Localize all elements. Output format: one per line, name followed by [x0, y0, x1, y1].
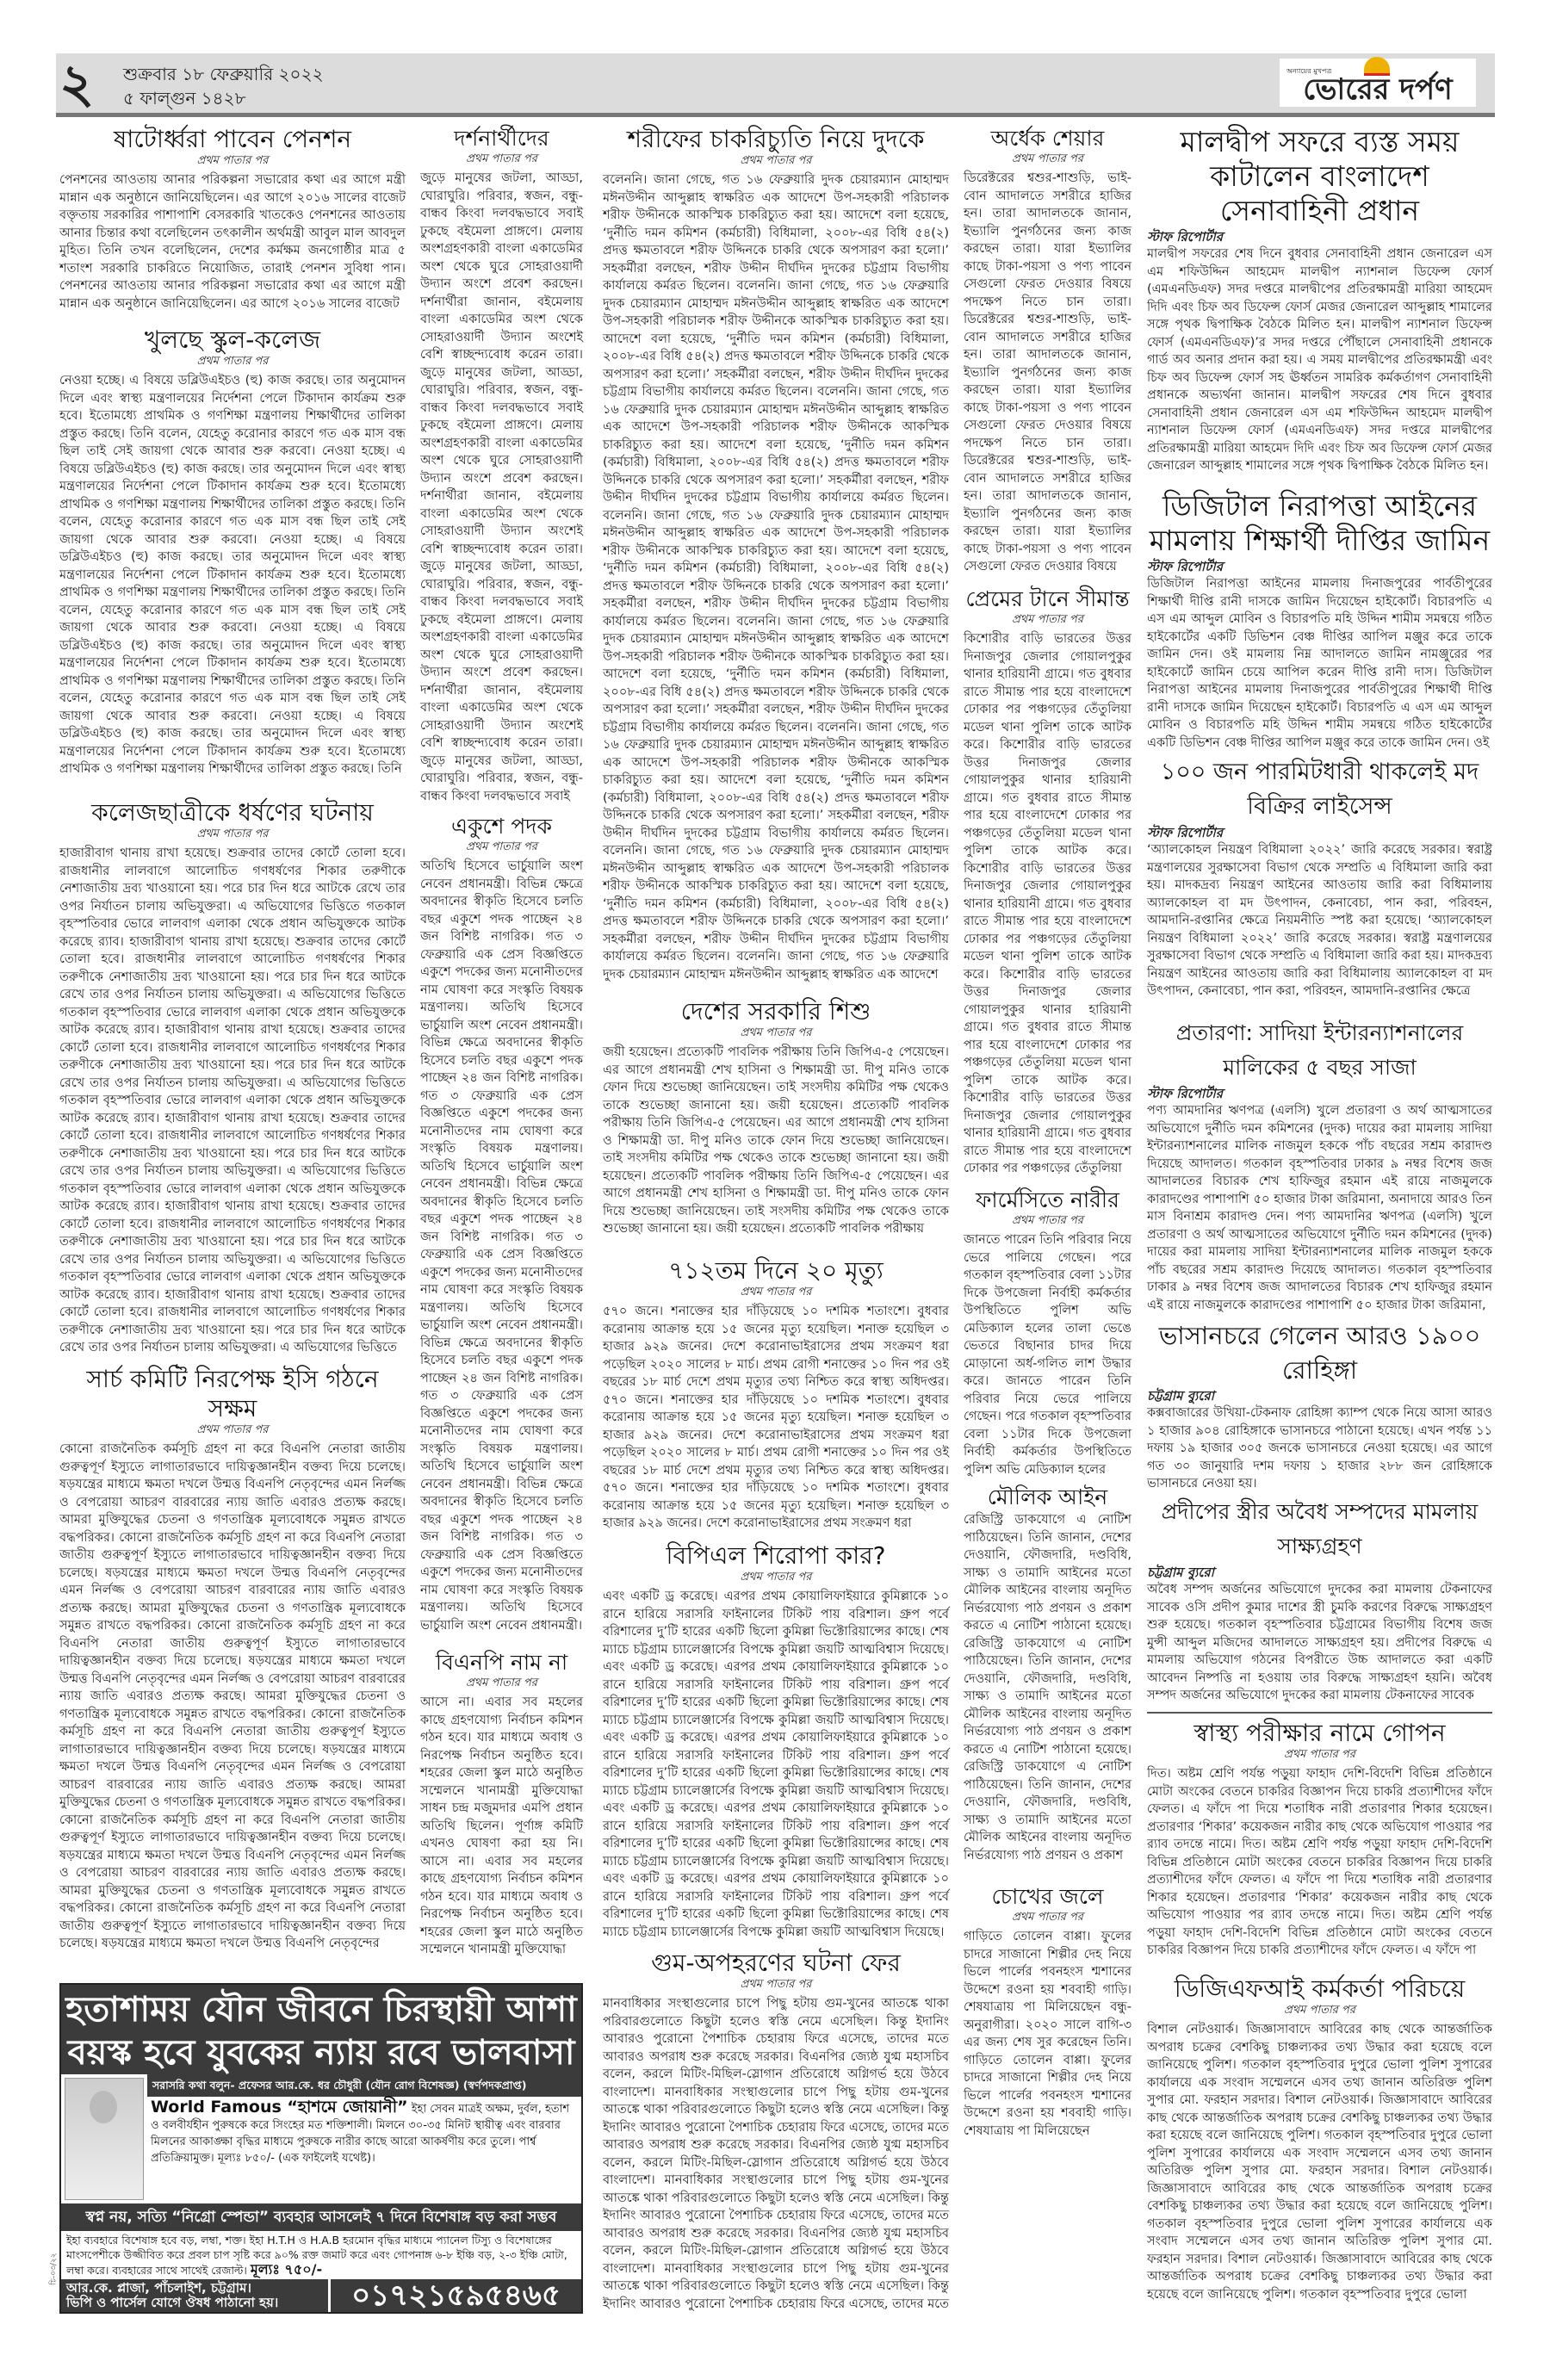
article: ষাটোর্ধ্বরা পাবেন পেনশন প্রথম পাতার পর পেনশনের আওতায় আনার পরিকল্পনা সভারোর কথা এর আগে মন্ত্রী মান্নান এক অনুষ্ঠানে জানিয়েছিলেন। এর আগে ২০১৬ সালের বাজেট বক্তৃতায় সরকারির পাশাপাশি বেসরকারি খাতকেও পেনশনের আওতায় আনার চিন্তার কথা বলেছিলেন তৎকালীন অর্থমন্ত্রী আবুল মাল আবদুল মুহিত। তিনি তখন বলেছিলেন, দেশের কর্মক্ষম জনগোষ্ঠীর মাত্র ৫ শতাংশ সরকারি চাকরিতে নিয়োজিত, তারাই পেনশন সুবিধা পান। পেনশনের আওতায় আনার পরিকল্পনা সভারোর কথা এর আগে মন্ত্রী মান্নান এক অনুষ্ঠানে জানিয়েছিলেন। এর আগে ২০১৬ সালের বাজেট — [59, 125, 406, 323]
divider — [1147, 1712, 1492, 1714]
headline: ডিজিটাল নিরাপত্তা আইনের মামলায় শিক্ষার্থী দীপ্তির জামিন — [1149, 489, 1491, 557]
article: একুশে পদক প্রথম পাতার পর অতিথি হিসেবে ভার্চুয়ালি অংশ নেবেন প্রধানমন্ত্রী। বিভিন্ন ক্ষেত্রে অবদানের স্বীকৃতি হিসেবে চলতি বছর একুশে পদক পাচ্ছেন ২৪ জন বিশিষ্ট নাগরিক। গত ৩ ফেব্রুয়ারি এক প্রেস বিজ্ঞপ্তিতে একুশে পদকের জন্য মনোনীতদের নাম ঘোষণা করে সংস্কৃতি বিষয়ক মন্ত্রণালয়। অতিথি হিসেবে ভার্চুয়ালি অংশ নেবেন প্রধানমন্ত্রী। বিভিন্ন ক্ষেত্রে অবদানের স্বীকৃতি হিসেবে চলতি বছর একুশে পদক পাচ্ছেন ২৪ জন বিশিষ্ট নাগরিক। গত ৩ ফেব্রুয়ারি এক প্রেস বিজ্ঞপ্তিতে একুশে পদকের জন্য মনোনীতদের নাম ঘোষণা করে সংস্কৃতি বিষয়ক মন্ত্রণালয়। অতিথি হিসেবে ভার্চুয়ালি অংশ নেবেন প্রধানমন্ত্রী। বিভিন্ন ক্ষেত্রে অবদানের স্বীকৃতি হিসেবে চলতি বছর একুশে পদক পাচ্ছেন ২৪ জন বিশিষ্ট নাগরিক। গত ৩ ফেব্রুয়ারি এক প্রেস বিজ্ঞপ্তিতে একুশে পদকের জন্য মনোনীতদের নাম ঘোষণা করে সংস্কৃতি বিষয়ক মন্ত্রণালয়। অতিথি হিসেবে ভার্চুয়ালি অংশ নেবেন প্রধানমন্ত্রী। বিভিন্ন ক্ষেত্রে অবদানের স্বীকৃতি হিসেবে চলতি বছর একুশে পদক পাচ্ছেন ২৪ জন বিশিষ্ট নাগরিক। গত ৩ ফেব্রুয়ারি এক প্রেস বিজ্ঞপ্তিতে একুশে পদকের জন্য মনোনীতদের নাম ঘোষণা করে সংস্কৃতি বিষয়ক মন্ত্রণালয়। অতিথি হিসেবে ভার্চুয়ালি অংশ নেবেন প্রধানমন্ত্রী। বিভিন্ন ক্ষেত্রে অবদানের স্বীকৃতি হিসেবে চলতি বছর একুশে পদক পাচ্ছেন ২৪ জন বিশিষ্ট নাগরিক। গত ৩ ফেব্রুয়ারি এক প্রেস বিজ্ঞপ্তিতে একুশে পদকের জন্য মনোনীতদের নাম ঘোষণা করে সংস্কৃতি বিষয়ক মন্ত্রণালয়। অতিথি হিসেবে ভার্চুয়ালি অংশ নেবেন প্রধানমন্ত্রী। — [420, 813, 583, 1645]
byline: স্টাফ রিপোর্টার — [1147, 229, 1224, 245]
article-body: ‘অ্যালকোহল নিয়ন্ত্রণ বিধিমালা ২০২২’ জারি করেছে সরকার। স্বরাষ্ট্র মন্ত্রণালয়ের সুরক্ষাসেবা বিভাগ থেকে সম্প্রতি এ বিধিমালা জারি করা হয়। মাদকদ্রব্য নিয়ন্ত্রণ আইনের আওতায় জারি করা বিধিমালায় অ্যালকোহল বা মদ উৎপাদন, কেনাবেচা, পান করা, পরিবহন, আমদানি-রপ্তানির ক্ষেত্রে নিয়মনীতি স্পষ্ট করা হয়েছে। ‘অ্যালকোহল নিয়ন্ত্রণ বিধিমালা ২০২২’ জারি করেছে সরকার। স্বরাষ্ট্র মন্ত্রণালয়ের সুরক্ষাসেবা বিভাগ থেকে সম্প্রতি এ বিধিমালা জারি করা হয়। মাদকদ্রব্য নিয়ন্ত্রণ আইনের আওতায় জারি করা বিধিমালায় অ্যালকোহল বা মদ উৎপাদন, কেনাবেচা, পান করা, পরিবহন, আমদানি-রপ্তানির ক্ষেত্রে — [1147, 843, 1492, 998]
headline: ১০০ জন পারমিটধারী থাকলেই মদ বিক্রির লাইসেন্স — [1160, 759, 1479, 820]
article-body: বিশাল নেটওয়ার্ক। জিজ্ঞাসাবাদে আবিরের কাছ থেকে আন্তর্জাতিক অপরাধ চক্রের বেশকিছু চাঞ্চল্যকর তথ্য উদ্ধার করা হয়েছে বলে জানিয়েছে পুলিশ। গতকাল বৃহস্পতিবার দুপুরে ভোলা পুলিশ সুপারের কার্যালয়ে এক সংবাদ সম্মেলনে এসব তথ্য জানান অতিরিক্ত পুলিশ সুপার মো. ফরহান সরদার। বিশাল নেটওয়ার্ক। জিজ্ঞাসাবাদে আবিরের কাছ থেকে আন্তর্জাতিক অপরাধ চক্রের বেশকিছু চাঞ্চল্যকর তথ্য উদ্ধার করা হয়েছে বলে জানিয়েছে পুলিশ। গতকাল বৃহস্পতিবার দুপুরে ভোলা পুলিশ সুপারের কার্যালয়ে এক সংবাদ সম্মেলনে এসব তথ্য জানান অতিরিক্ত পুলিশ সুপার মো. ফরহান সরদার। বিশাল নেটওয়ার্ক। জিজ্ঞাসাবাদে আবিরের কাছ থেকে আন্তর্জাতিক অপরাধ চক্রের বেশকিছু চাঞ্চল্যকর তথ্য উদ্ধার করা হয়েছে বলে জানিয়েছে পুলিশ। গতকাল বৃহস্পতিবার দুপুরে ভোলা পুলিশ সুপারের কার্যালয়ে এক সংবাদ সম্মেলনে এসব তথ্য জানান অতিরিক্ত পুলিশ সুপার মো. ফরহান সরদার। বিশাল নেটওয়ার্ক। জিজ্ঞাসাবাদে আবিরের কাছ থেকে আন্তর্জাতিক অপরাধ চক্রের বেশকিছু চাঞ্চল্যকর তথ্য উদ্ধার করা হয়েছে বলে জানিয়েছে পুলিশ। গতকাল বৃহস্পতিবার দুপুরে ভোলা — [1147, 2023, 1492, 2302]
article: দেশের সরকারি শিশু প্রথম পাতার পর জয়ী হয়েছেন। প্রত্যেকটি পাবলিক পরীক্ষায় তিনি জিপিএ-৫ পেয়েছেন। এর আগে প্রধানমন্ত্রী শেখ হাসিনা ও শিক্ষামন্ত্রী ডা. দীপু মনিও তাকে ফোন দিয়ে শুভেচ্ছা জানিয়েছেন। তাই সংসদীয় কমিটির পক্ষ থেকেও তাকে শুভেচ্ছা জানানো হয়। জয়ী হয়েছেন। প্রত্যেকটি পাবলিক পরীক্ষায় তিনি জিপিএ-৫ পেয়েছেন। এর আগে প্রধানমন্ত্রী শেখ হাসিনা ও শিক্ষামন্ত্রী ডা. দীপু মনিও তাকে ফোন দিয়ে শুভেচ্ছা জানিয়েছেন। তাই সংসদীয় কমিটির পক্ষ থেকেও তাকে শুভেচ্ছা জানানো হয়। জয়ী হয়েছেন। প্রত্যেকটি পাবলিক পরীক্ষায় তিনি জিপিএ-৫ পেয়েছেন। এর আগে প্রধানমন্ত্রী শেখ হাসিনা ও শিক্ষামন্ত্রী ডা. দীপু মনিও তাকে ফোন দিয়ে শুভেচ্ছা জানিয়েছেন। তাই সংসদীয় কমিটির পক্ষ থেকেও তাকে শুভেচ্ছা জানানো হয়। জয়ী হয়েছেন। প্রত্যেকটি পাবলিক পরীক্ষায় — [603, 997, 949, 1254]
article-body: ডিজিটাল নিরাপত্তা আইনের মামলায় দিনাজপুরের পার্বতীপুরের শিক্ষার্থী দীপ্তি রানী দাসকে জামিন দিয়েছেন হাইকোর্ট। বিচারপতি এ এস এম আব্দুল মোবিন ও বিচারপতি মহি উদ্দিন শামীম সমন্বয়ে গঠিত হাইকোর্টের একটি ডিভিশন বেঞ্চ দীপ্তির আপিল মঞ্জুর করে তাকে জামিন দেন। ওই মামলায় নিম্ন আদালতে জামিন নামঞ্জুরের পর হাইকোর্টে জামিন চেয়ে আপিল করেন দীপ্তি রানী দাস। ডিজিটাল নিরাপত্তা আইনের মামলায় দিনাজপুরের পার্বতীপুরের শিক্ষার্থী দীপ্তি রানী দাসকে জামিন দিয়েছেন হাইকোর্ট। বিচারপতি এ এস এম আব্দুল মোবিন ও বিচারপতি মহি উদ্দিন শামীম সমন্বয়ে গঠিত হাইকোর্টের একটি ডিভিশন বেঞ্চ দীপ্তির আপিল মঞ্জুর করে তাকে জামিন দেন। ওই — [1147, 577, 1492, 750]
article-body: জানতে পারেন তিনি পরিবার নিয়ে ভেরে পালিয়ে গেছেন। পরে গতকাল বৃহস্পতিবার বেলা ১১টার দিকে উপজেলা নির্বাহী কর্মকর্তার উপস্থিতিতে পুলিশ অভি মেডিক্যাল হলের তালা ভেঙে ভেতরে বিছানার চাদর দিয়ে মোড়ানো অর্ধ-গলিত লাশ উদ্ধার করে। জানতে পারেন তিনি পরিবার নিয়ে ভেরে পালিয়ে গেছেন। পরে গতকাল বৃহস্পতিবার বেলা ১১টার দিকে উপজেলা নির্বাহী কর্মকর্তার উপস্থিতিতে পুলিশ অভি মেডিক্যাল হলের — [964, 1233, 1132, 1477]
ad-phone: ০১৭২১৫৯৫৪৬৫ — [328, 2279, 581, 2312]
headline: খুলছে স্কুল-কলেজ — [144, 325, 321, 354]
article: বিপিএল শিরোপা কার? প্রথম পাতার পর এবং একটি ড্র করেছে। এরপর প্রথম কোয়ালিফাইয়ারে কুমিল্লাকে ১০ রানে হারিয়ে সরাসরি ফাইনালের টিকিট পায় বরিশাল। গ্রুপ পর্বে বরিশালের দু’টি হারের একটি ছিলো কুমিল্লা ভিক্টোরিয়ান্সের কাছে। শেষ ম্যাচে চট্টগ্রাম চ্যালেঞ্জার্সের বিপক্ষে কুমিল্লা জয়টি আত্মবিশ্বাস দিয়েছে। এবং একটি ড্র করেছে। এরপর প্রথম কোয়ালিফাইয়ারে কুমিল্লাকে ১০ রানে হারিয়ে সরাসরি ফাইনালের টিকিট পায় বরিশাল। গ্রুপ পর্বে বরিশালের দু’টি হারের একটি ছিলো কুমিল্লা ভিক্টোরিয়ান্সের কাছে। শেষ ম্যাচে চট্টগ্রাম চ্যালেঞ্জার্সের বিপক্ষে কুমিল্লা জয়টি আত্মবিশ্বাস দিয়েছে। এবং একটি ড্র করেছে। এরপর প্রথম কোয়ালিফাইয়ারে কুমিল্লাকে ১০ রানে হারিয়ে সরাসরি ফাইনালের টিকিট পায় বরিশাল। গ্রুপ পর্বে বরিশালের দু’টি হারের একটি ছিলো কুমিল্লা ভিক্টোরিয়ান্সের কাছে। শেষ ম্যাচে চট্টগ্রাম চ্যালেঞ্জার্সের বিপক্ষে কুমিল্লা জয়টি আত্মবিশ্বাস দিয়েছে। এবং একটি ড্র করেছে। এরপর প্রথম কোয়ালিফাইয়ারে কুমিল্লাকে ১০ রানে হারিয়ে সরাসরি ফাইনালের টিকিট পায় বরিশাল। গ্রুপ পর্বে বরিশালের দু’টি হারের একটি ছিলো কুমিল্লা ভিক্টোরিয়ান্সের কাছে। শেষ ম্যাচে চট্টগ্রাম চ্যালেঞ্জার্সের বিপক্ষে কুমিল্লা জয়টি আত্মবিশ্বাস দিয়েছে। এবং একটি ড্র করেছে। এরপর প্রথম কোয়ালিফাইয়ারে কুমিল্লাকে ১০ রানে হারিয়ে সরাসরি ফাইনালের টিকিট পায় বরিশাল। গ্রুপ পর্বে বরিশালের দু’টি হারের একটি ছিলো কুমিল্লা ভিক্টোরিয়ান্সের কাছে। শেষ ম্যাচে চট্টগ্রাম চ্যালেঞ্জার্সের বিপক্ষে কুমিল্লা জয়টি আত্মবিশ্বাস দিয়েছে। — [603, 1541, 949, 1946]
headline: বিএনপি নাম না — [435, 1650, 568, 1675]
article: শরীফের চাকরিচ্যুতি নিয়ে দুদকে প্রথম পাতার পর বলেননি। জানা গেছে, গত ১৬ ফেব্রুয়ারি দুদক চেয়ারম্যান মোহাম্মদ মঈনউদ্দীন আব্দুল্লাহ স্বাক্ষরিত এক আদেশে উপ-সহকারী পরিচালক শরীফ উদ্দীনকে আকস্মিক চাকরিচ্যুত করা হয়। আদেশে বলা হয়েছে, ‘দুর্নীতি দমন কমিশন (কর্মচারী) বিধিমালা, ২০০৮-এর বিধি ৫৪(২) প্রদত্ত ক্ষমতাবলে শরীফ উদ্দিনকে চাকরি থেকে অপসারণ করা হলো।’ সহকর্মীরা বলছেন, শরীফ উদ্দীন দীর্ঘদিন দুদকের চট্টগ্রাম বিভাগীয় কার্যালয়ে কর্মরত ছিলেন। বলেননি। জানা গেছে, গত ১৬ ফেব্রুয়ারি দুদক চেয়ারম্যান মোহাম্মদ মঈনউদ্দীন আব্দুল্লাহ স্বাক্ষরিত এক আদেশে উপ-সহকারী পরিচালক শরীফ উদ্দীনকে আকস্মিক চাকরিচ্যুত করা হয়। আদেশে বলা হয়েছে, ‘দুর্নীতি দমন কমিশন (কর্মচারী) বিধিমালা, ২০০৮-এর বিধি ৫৪(২) প্রদত্ত ক্ষমতাবলে শরীফ উদ্দিনকে চাকরি থেকে অপসারণ করা হলো।’ সহকর্মীরা বলছেন, শরীফ উদ্দীন দীর্ঘদিন দুদকের চট্টগ্রাম বিভাগীয় কার্যালয়ে কর্মরত ছিলেন। বলেননি। জানা গেছে, গত ১৬ ফেব্রুয়ারি দুদক চেয়ারম্যান মোহাম্মদ মঈনউদ্দীন আব্দুল্লাহ স্বাক্ষরিত এক আদেশে উপ-সহকারী পরিচালক শরীফ উদ্দীনকে আকস্মিক চাকরিচ্যুত করা হয়। আদেশে বলা হয়েছে, ‘দুর্নীতি দমন কমিশন (কর্মচারী) বিধিমালা, ২০০৮-এর বিধি ৫৪(২) প্রদত্ত ক্ষমতাবলে শরীফ উদ্দিনকে চাকরি থেকে অপসারণ করা হলো।’ সহকর্মীরা বলছেন, শরীফ উদ্দীন দীর্ঘদিন দুদকের চট্টগ্রাম বিভাগীয় কার্যালয়ে কর্মরত ছিলেন। বলেননি। জানা গেছে, গত ১৬ ফেব্রুয়ারি দুদক চেয়ারম্যান মোহাম্মদ মঈনউদ্দীন আব্দুল্লাহ স্বাক্ষরিত এক আদেশে উপ-সহকারী পরিচালক শরীফ উদ্দীনকে আকস্মিক চাকরিচ্যুত করা হয়। আদেশে বলা হয়েছে, ‘দুর্নীতি দমন কমিশন (কর্মচারী) বিধিমালা, ২০০৮-এর বিধি ৫৪(২) প্রদত্ত ক্ষমতাবলে শরীফ উদ্দিনকে চাকরি থেকে অপসারণ করা হলো।’ সহকর্মীরা বলছেন, শরীফ উদ্দীন দীর্ঘদিন দুদকের চট্টগ্রাম বিভাগীয় কার্যালয়ে কর্মরত ছিলেন। বলেননি। জানা গেছে, গত ১৬ ফেব্রুয়ারি দুদক চেয়ারম্যান মোহাম্মদ মঈনউদ্দীন আব্দুল্লাহ স্বাক্ষরিত এক আদেশে উপ-সহকারী পরিচালক শরীফ উদ্দীনকে আকস্মিক চাকরিচ্যুত করা হয়। আদেশে বলা হয়েছে, ‘দুর্নীতি দমন কমিশন (কর্মচারী) বিধিমালা, ২০০৮-এর বিধি ৫৪(২) প্রদত্ত ক্ষমতাবলে শরীফ উদ্দিনকে চাকরি থেকে অপসারণ করা হলো।’ সহকর্মীরা বলছেন, শরীফ উদ্দীন দীর্ঘদিন দুদকের চট্টগ্রাম বিভাগীয় কার্যালয়ে কর্মরত ছিলেন। বলেননি। জানা গেছে, গত ১৬ ফেব্রুয়ারি দুদক চেয়ারম্যান মোহাম্মদ মঈনউদ্দীন আব্দুল্লাহ স্বাক্ষরিত এক আদেশে উপ-সহকারী পরিচালক শরীফ উদ্দীনকে আকস্মিক চাকরিচ্যুত করা হয়। আদেশে বলা হয়েছে, ‘দুর্নীতি দমন কমিশন (কর্মচারী) বিধিমালা, ২০০৮-এর বিধি ৫৪(২) প্রদত্ত ক্ষমতাবলে শরীফ উদ্দিনকে চাকরি থেকে অপসারণ করা হলো।’ সহকর্মীরা বলছেন, শরীফ উদ্দীন দীর্ঘদিন দুদকের চট্টগ্রাম বিভাগীয় কার্যালয়ে কর্মরত ছিলেন। বলেননি। জানা গেছে, গত ১৬ ফেব্রুয়ারি দুদক চেয়ারম্যান মোহাম্মদ মঈনউদ্দীন আব্দুল্লাহ স্বাক্ষরিত এক আদেশে উপ-সহকারী পরিচালক শরীফ উদ্দীনকে আকস্মিক চাকরিচ্যুত করা হয়। আদেশে বলা হয়েছে, ‘দুর্নীতি দমন কমিশন (কর্মচারী) বিধিমালা, ২০০৮-এর বিধি ৫৪(২) প্রদত্ত ক্ষমতাবলে শরীফ উদ্দিনকে চাকরি থেকে অপসারণ করা হলো।’ সহকর্মীরা বলছেন, শরীফ উদ্দীন দীর্ঘদিন দুদকের চট্টগ্রাম বিভাগীয় কার্যালয়ে কর্মরত ছিলেন। বলেননি। জানা গেছে, গত ১৬ ফেব্রুয়ারি দুদক চেয়ারম্যান মোহাম্মদ মঈনউদ্দীন আব্দুল্লাহ স্বাক্ষরিত এক আদেশে — [603, 125, 949, 995]
headline: ভাসানচরে গেলেন আরও ১৯০০ রোহিঙ্গা — [1158, 1321, 1481, 1385]
article: সার্চ কমিটি নিরপেক্ষ ইসি গঠনে সক্ষম প্রথম পাতার পর কোনো রাজনৈতিক কর্মসূচি গ্রহণ না করে বিএনপি নেতারা জাতীয় গুরুত্বপূর্ণ ইস্যুতে লাগাতারভাবে দায়িত্বজ্ঞানহীন বক্তব্য দিয়ে চলেছে। ষড়যন্ত্রের মাধ্যমে ক্ষমতা দখলে উন্মত্ত বিএনপি নেতৃবৃন্দের এমন নির্লজ্জ ও বেপরোয়া আচরণ বারবারের ন্যায় জাতি এবারও প্রত্যক্ষ করছে। আমরা মুক্তিযুদ্ধের চেতনা ও গণতান্ত্রিক মূল্যবোধকে সমুন্নত রাখতে বদ্ধপরিকর। কোনো রাজনৈতিক কর্মসূচি গ্রহণ না করে বিএনপি নেতারা জাতীয় গুরুত্বপূর্ণ ইস্যুতে লাগাতারভাবে দায়িত্বজ্ঞানহীন বক্তব্য দিয়ে চলেছে। ষড়যন্ত্রের মাধ্যমে ক্ষমতা দখলে উন্মত্ত বিএনপি নেতৃবৃন্দের এমন নির্লজ্জ ও বেপরোয়া আচরণ বারবারের ন্যায় জাতি এবারও প্রত্যক্ষ করছে। আমরা মুক্তিযুদ্ধের চেতনা ও গণতান্ত্রিক মূল্যবোধকে সমুন্নত রাখতে বদ্ধপরিকর। কোনো রাজনৈতিক কর্মসূচি গ্রহণ না করে বিএনপি নেতারা জাতীয় গুরুত্বপূর্ণ ইস্যুতে লাগাতারভাবে দায়িত্বজ্ঞানহীন বক্তব্য দিয়ে চলেছে। ষড়যন্ত্রের মাধ্যমে ক্ষমতা দখলে উন্মত্ত বিএনপি নেতৃবৃন্দের এমন নির্লজ্জ ও বেপরোয়া আচরণ বারবারের ন্যায় জাতি এবারও প্রত্যক্ষ করছে। আমরা মুক্তিযুদ্ধের চেতনা ও গণতান্ত্রিক মূল্যবোধকে সমুন্নত রাখতে বদ্ধপরিকর। কোনো রাজনৈতিক কর্মসূচি গ্রহণ না করে বিএনপি নেতারা জাতীয় গুরুত্বপূর্ণ ইস্যুতে লাগাতারভাবে দায়িত্বজ্ঞানহীন বক্তব্য দিয়ে চলেছে। ষড়যন্ত্রের মাধ্যমে ক্ষমতা দখলে উন্মত্ত বিএনপি নেতৃবৃন্দের এমন নির্লজ্জ ও বেপরোয়া আচরণ বারবারের ন্যায় জাতি এবারও প্রত্যক্ষ করছে। আমরা মুক্তিযুদ্ধের চেতনা ও গণতান্ত্রিক মূল্যবোধকে সমুন্নত রাখতে বদ্ধপরিকর। কোনো রাজনৈতিক কর্মসূচি গ্রহণ না করে বিএনপি নেতারা জাতীয় গুরুত্বপূর্ণ ইস্যুতে লাগাতারভাবে দায়িত্বজ্ঞানহীন বক্তব্য দিয়ে চলেছে। ষড়যন্ত্রের মাধ্যমে ক্ষমতা দখলে উন্মত্ত বিএনপি নেতৃবৃন্দের এমন নির্লজ্জ ও বেপরোয়া আচরণ বারবারের ন্যায় জাতি এবারও প্রত্যক্ষ করছে। আমরা মুক্তিযুদ্ধের চেতনা ও গণতান্ত্রিক মূল্যবোধকে সমুন্নত রাখতে বদ্ধপরিকর। কোনো রাজনৈতিক কর্মসূচি গ্রহণ না করে বিএনপি নেতারা জাতীয় গুরুত্বপূর্ণ ইস্যুতে লাগাতারভাবে দায়িত্বজ্ঞানহীন বক্তব্য দিয়ে চলেছে। ষড়যন্ত্রের মাধ্যমে ক্ষমতা দখলে উন্মত্ত বিএনপি নেতৃবৃন্দের — [59, 1365, 406, 1969]
ad-code: চি-০৩/২২ — [49, 2253, 59, 2285]
article: গুম-অপহরণের ঘটনা ফের প্রথম পাতার পর মানবাধিকার সংস্থাগুলোর চাপে পিছু হটায় গুম-খুনের আতঙ্কে থাকা পরিবারগুলোতে কিছুটা হলেও স্বস্তি নেমে এসেছিল। কিন্তু ইদানিং আবারও পুরোনো পৈশাচিক চেহারায় ফিরে এসেছে, তাদের মতে আবারও অপরাধ শুরু করেছে সরকার। বিএনপির জ্যেষ্ঠ যুগ্ম মহাসচিব বলেন, করলে মিটিং-মিছিল-স্লোগান প্রতিরোধে অগ্নিগর্ভ হয়ে উঠবে বাংলাদেশ। মানবাধিকার সংস্থাগুলোর চাপে পিছু হটায় গুম-খুনের আতঙ্কে থাকা পরিবারগুলোতে কিছুটা হলেও স্বস্তি নেমে এসেছিল। কিন্তু ইদানিং আবারও পুরোনো পৈশাচিক চেহারায় ফিরে এসেছে, তাদের মতে আবারও অপরাধ শুরু করেছে সরকার। বিএনপির জ্যেষ্ঠ যুগ্ম মহাসচিব বলেন, করলে মিটিং-মিছিল-স্লোগান প্রতিরোধে অগ্নিগর্ভ হয়ে উঠবে বাংলাদেশ। মানবাধিকার সংস্থাগুলোর চাপে পিছু হটায় গুম-খুনের আতঙ্কে থাকা পরিবারগুলোতে কিছুটা হলেও স্বস্তি নেমে এসেছিল। কিন্তু ইদানিং আবারও পুরোনো পৈশাচিক চেহারায় ফিরে এসেছে, তাদের মতে আবারও অপরাধ শুরু করেছে সরকার। বিএনপির জ্যেষ্ঠ যুগ্ম মহাসচিব বলেন, করলে মিটিং-মিছিল-স্লোগান প্রতিরোধে অগ্নিগর্ভ হয়ে উঠবে বাংলাদেশ। মানবাধিকার সংস্থাগুলোর চাপে পিছু হটায় গুম-খুনের আতঙ্কে থাকা পরিবারগুলোতে কিছুটা হলেও স্বস্তি নেমে এসেছিল। কিন্তু ইদানিং আবারও পুরোনো পৈশাচিক চেহারায় ফিরে এসেছে, তাদের মতে — [603, 1949, 949, 2315]
article-body: রেজিস্ট্রি ডাকযোগে এ নোটিশ পাঠিয়েছেন। তিনি জানান, দেশের দেওয়ানি, ফৌজদারি, দণ্ডবিধি, সাক্ষ্য ও তামাদি আইনের মতো মৌলিক আইনের বাংলায় অনূদিত নির্ভরযোগ্য পাঠ প্রণয়ন ও প্রকাশ করতে এ নোটিশ পাঠানো হয়েছে। রেজিস্ট্রি ডাকযোগে এ নোটিশ পাঠিয়েছেন। তিনি জানান, দেশের দেওয়ানি, ফৌজদারি, দণ্ডবিধি, সাক্ষ্য ও তামাদি আইনের মতো মৌলিক আইনের বাংলায় অনূদিত নির্ভরযোগ্য পাঠ প্রণয়ন ও প্রকাশ করতে এ নোটিশ পাঠানো হয়েছে। রেজিস্ট্রি ডাকযোগে এ নোটিশ পাঠিয়েছেন। তিনি জানান, দেশের দেওয়ানি, ফৌজদারি, দণ্ডবিধি, সাক্ষ্য ও তামাদি আইনের মতো মৌলিক আইনের বাংলায় অনূদিত নির্ভরযোগ্য পাঠ প্রণয়ন ও প্রকাশ — [964, 1513, 1132, 1862]
headline: ডিজিএফআই কর্মকর্তা পরিচয়ে — [1174, 1974, 1466, 2003]
article-body: বলেননি। জানা গেছে, গত ১৬ ফেব্রুয়ারি দুদক চেয়ারম্যান মোহাম্মদ মঈনউদ্দীন আব্দুল্লাহ স্বাক্ষরিত এক আদেশে উপ-সহকারী পরিচালক শরীফ উদ্দীনকে আকস্মিক চাকরিচ্যুত করা হয়। আদেশে বলা হয়েছে, ‘দুর্নীতি দমন কমিশন (কর্মচারী) বিধিমালা, ২০০৮-এর বিধি ৫৪(২) প্রদত্ত ক্ষমতাবলে শরীফ উদ্দিনকে চাকরি থেকে অপসারণ করা হলো।’ সহকর্মীরা বলছেন, শরীফ উদ্দীন দীর্ঘদিন দুদকের চট্টগ্রাম বিভাগীয় কার্যালয়ে কর্মরত ছিলেন। বলেননি। জানা গেছে, গত ১৬ ফেব্রুয়ারি দুদক চেয়ারম্যান মোহাম্মদ মঈনউদ্দীন আব্দুল্লাহ স্বাক্ষরিত এক আদেশে উপ-সহকারী পরিচালক শরীফ উদ্দীনকে আকস্মিক চাকরিচ্যুত করা হয়। আদেশে বলা হয়েছে, ‘দুর্নীতি দমন কমিশন (কর্মচারী) বিধিমালা, ২০০৮-এর বিধি ৫৪(২) প্রদত্ত ক্ষমতাবলে শরীফ উদ্দিনকে চাকরি থেকে অপসারণ করা হলো।’ সহকর্মীরা বলছেন, শরীফ উদ্দীন দীর্ঘদিন দুদকের চট্টগ্রাম বিভাগীয় কার্যালয়ে কর্মরত ছিলেন। বলেননি। জানা গেছে, গত ১৬ ফেব্রুয়ারি দুদক চেয়ারম্যান মোহাম্মদ মঈনউদ্দীন আব্দুল্লাহ স্বাক্ষরিত এক আদেশে উপ-সহকারী পরিচালক শরীফ উদ্দীনকে আকস্মিক চাকরিচ্যুত করা হয়। আদেশে বলা হয়েছে, ‘দুর্নীতি দমন কমিশন (কর্মচারী) বিধিমালা, ২০০৮-এর বিধি ৫৪(২) প্রদত্ত ক্ষমতাবলে শরীফ উদ্দিনকে চাকরি থেকে অপসারণ করা হলো।’ সহকর্মীরা বলছেন, শরীফ উদ্দীন দীর্ঘদিন দুদকের চট্টগ্রাম বিভাগীয় কার্যালয়ে কর্মরত ছিলেন। বলেননি। জানা গেছে, গত ১৬ ফেব্রুয়ারি দুদক চেয়ারম্যান মোহাম্মদ মঈনউদ্দীন আব্দুল্লাহ স্বাক্ষরিত এক আদেশে উপ-সহকারী পরিচালক শরীফ উদ্দীনকে আকস্মিক চাকরিচ্যুত করা হয়। আদেশে বলা হয়েছে, ‘দুর্নীতি দমন কমিশন (কর্মচারী) বিধিমালা, ২০০৮-এর বিধি ৫৪(২) প্রদত্ত ক্ষমতাবলে শরীফ উদ্দিনকে চাকরি থেকে অপসারণ করা হলো।’ সহকর্মীরা বলছেন, শরীফ উদ্দীন দীর্ঘদিন দুদকের চট্টগ্রাম বিভাগীয় কার্যালয়ে কর্মরত ছিলেন। বলেননি। জানা গেছে, গত ১৬ ফেব্রুয়ারি দুদক চেয়ারম্যান মোহাম্মদ মঈনউদ্দীন আব্দুল্লাহ স্বাক্ষরিত এক আদেশে উপ-সহকারী পরিচালক শরীফ উদ্দীনকে আকস্মিক চাকরিচ্যুত করা হয়। আদেশে বলা হয়েছে, ‘দুর্নীতি দমন কমিশন (কর্মচারী) বিধিমালা, ২০০৮-এর বিধি ৫৪(২) প্রদত্ত ক্ষমতাবলে শরীফ উদ্দিনকে চাকরি থেকে অপসারণ করা হলো।’ সহকর্মীরা বলছেন, শরীফ উদ্দীন দীর্ঘদিন দুদকের চট্টগ্রাম বিভাগীয় কার্যালয়ে কর্মরত ছিলেন। বলেননি। জানা গেছে, গত ১৬ ফেব্রুয়ারি দুদক চেয়ারম্যান মোহাম্মদ মঈনউদ্দীন আব্দুল্লাহ স্বাক্ষরিত এক আদেশে উপ-সহকারী পরিচালক শরীফ উদ্দীনকে আকস্মিক চাকরিচ্যুত করা হয়। আদেশে বলা হয়েছে, ‘দুর্নীতি দমন কমিশন (কর্মচারী) বিধিমালা, ২০০৮-এর বিধি ৫৪(২) প্রদত্ত ক্ষমতাবলে শরীফ উদ্দিনকে চাকরি থেকে অপসারণ করা হলো।’ সহকর্মীরা বলছেন, শরীফ উদ্দীন দীর্ঘদিন দুদকের চট্টগ্রাম বিভাগীয় কার্যালয়ে কর্মরত ছিলেন। বলেননি। জানা গেছে, গত ১৬ ফেব্রুয়ারি দুদক চেয়ারম্যান মোহাম্মদ মঈনউদ্দীন আব্দুল্লাহ স্বাক্ষরিত এক আদেশে উপ-সহকারী পরিচালক শরীফ উদ্দীনকে আকস্মিক চাকরিচ্যুত করা হয়। আদেশে বলা হয়েছে, ‘দুর্নীতি দমন কমিশন (কর্মচারী) বিধিমালা, ২০০৮-এর বিধি ৫৪(২) প্রদত্ত ক্ষমতাবলে শরীফ উদ্দিনকে চাকরি থেকে অপসারণ করা হলো।’ সহকর্মীরা বলছেন, শরীফ উদ্দীন দীর্ঘদিন দুদকের চট্টগ্রাম বিভাগীয় কার্যালয়ে কর্মরত ছিলেন। বলেননি। জানা গেছে, গত ১৬ ফেব্রুয়ারি দুদক চেয়ারম্যান মোহাম্মদ মঈনউদ্দীন আব্দুল্লাহ স্বাক্ষরিত এক আদেশে — [603, 173, 949, 982]
headline: সার্চ কমিটি নিরপেক্ষ ইসি গঠনে সক্ষম — [86, 1365, 379, 1422]
article-body: মানবাধিকার সংস্থাগুলোর চাপে পিছু হটায় গুম-খুনের আতঙ্কে থাকা পরিবারগুলোতে কিছুটা হলেও স্বস্তি নেমে এসেছিল। কিন্তু ইদানিং আবারও পুরোনো পৈশাচিক চেহারায় ফিরে এসেছে, তাদের মতে আবারও অপরাধ শুরু করেছে সরকার। বিএনপির জ্যেষ্ঠ যুগ্ম মহাসচিব বলেন, করলে মিটিং-মিছিল-স্লোগান প্রতিরোধে অগ্নিগর্ভ হয়ে উঠবে বাংলাদেশ। মানবাধিকার সংস্থাগুলোর চাপে পিছু হটায় গুম-খুনের আতঙ্কে থাকা পরিবারগুলোতে কিছুটা হলেও স্বস্তি নেমে এসেছিল। কিন্তু ইদানিং আবারও পুরোনো পৈশাচিক চেহারায় ফিরে এসেছে, তাদের মতে আবারও অপরাধ শুরু করেছে সরকার। বিএনপির জ্যেষ্ঠ যুগ্ম মহাসচিব বলেন, করলে মিটিং-মিছিল-স্লোগান প্রতিরোধে অগ্নিগর্ভ হয়ে উঠবে বাংলাদেশ। মানবাধিকার সংস্থাগুলোর চাপে পিছু হটায় গুম-খুনের আতঙ্কে থাকা পরিবারগুলোতে কিছুটা হলেও স্বস্তি নেমে এসেছিল। কিন্তু ইদানিং আবারও পুরোনো পৈশাচিক চেহারায় ফিরে এসেছে, তাদের মতে আবারও অপরাধ শুরু করেছে সরকার। বিএনপির জ্যেষ্ঠ যুগ্ম মহাসচিব বলেন, করলে মিটিং-মিছিল-স্লোগান প্রতিরোধে অগ্নিগর্ভ হয়ে উঠবে বাংলাদেশ। মানবাধিকার সংস্থাগুলোর চাপে পিছু হটায় গুম-খুনের আতঙ্কে থাকা পরিবারগুলোতে কিছুটা হলেও স্বস্তি নেমে এসেছিল। কিন্তু ইদানিং আবারও পুরোনো পৈশাচিক চেহারায় ফিরে এসেছে, তাদের মতে — [603, 1997, 949, 2311]
article-body: কিশোরীর বাড়ি ভারতের উত্তর দিনাজপুর জেলার গোয়ালপুকুর থানার হারিয়ানী গ্রামে। গত বুধবার রাতে সীমান্ত পার হয়ে বাংলাদেশে ঢোকার পর পঞ্চগড়ের তেঁতুলিয়া মডেল থানা পুলিশ তাকে আটক করে। কিশোরীর বাড়ি ভারতের উত্তর দিনাজপুর জেলার গোয়ালপুকুর থানার হারিয়ানী গ্রামে। গত বুধবার রাতে সীমান্ত পার হয়ে বাংলাদেশে ঢোকার পর পঞ্চগড়ের তেঁতুলিয়া মডেল থানা পুলিশ তাকে আটক করে। কিশোরীর বাড়ি ভারতের উত্তর দিনাজপুর জেলার গোয়ালপুকুর থানার হারিয়ানী গ্রামে। গত বুধবার রাতে সীমান্ত পার হয়ে বাংলাদেশে ঢোকার পর পঞ্চগড়ের তেঁতুলিয়া মডেল থানা পুলিশ তাকে আটক করে। কিশোরীর বাড়ি ভারতের উত্তর দিনাজপুর জেলার গোয়ালপুকুর থানার হারিয়ানী গ্রামে। গত বুধবার রাতে সীমান্ত পার হয়ে বাংলাদেশে ঢোকার পর পঞ্চগড়ের তেঁতুলিয়া মডেল থানা পুলিশ তাকে আটক করে। কিশোরীর বাড়ি ভারতের উত্তর দিনাজপুর জেলার গোয়ালপুকুর থানার হারিয়ানী গ্রামে। গত বুধবার রাতে সীমান্ত পার হয়ে বাংলাদেশে ঢোকার পর পঞ্চগড়ের তেঁতুলিয়া — [964, 632, 1132, 1175]
page-number: ২ — [59, 52, 95, 115]
headline: প্রতারণা: সাদিয়া ইন্টারন্যাশনালের মালিকের ৫ বছর সাজা — [1175, 1020, 1464, 1080]
byline: চট্টগ্রাম ব্যুরো — [1147, 1565, 1215, 1580]
article — [1147, 1016, 1492, 1316]
article: ডিজিএফআই কর্মকর্তা পরিচয়ে প্রথম পাতার পর বিশাল নেটওয়ার্ক। জিজ্ঞাসাবাদে আবিরের কাছ থেকে আন্তর্জাতিক অপরাধ চক্রের বেশকিছু চাঞ্চল্যকর তথ্য উদ্ধার করা হয়েছে বলে জানিয়েছে পুলিশ। গতকাল বৃহস্পতিবার দুপুরে ভোলা পুলিশ সুপারের কার্যালয়ে এক সংবাদ সম্মেলনে এসব তথ্য জানান অতিরিক্ত পুলিশ সুপার মো. ফরহান সরদার। বিশাল নেটওয়ার্ক। জিজ্ঞাসাবাদে আবিরের কাছ থেকে আন্তর্জাতিক অপরাধ চক্রের বেশকিছু চাঞ্চল্যকর তথ্য উদ্ধার করা হয়েছে বলে জানিয়েছে পুলিশ। গতকাল বৃহস্পতিবার দুপুরে ভোলা পুলিশ সুপারের কার্যালয়ে এক সংবাদ সম্মেলনে এসব তথ্য জানান অতিরিক্ত পুলিশ সুপার মো. ফরহান সরদার। বিশাল নেটওয়ার্ক। জিজ্ঞাসাবাদে আবিরের কাছ থেকে আন্তর্জাতিক অপরাধ চক্রের বেশকিছু চাঞ্চল্যকর তথ্য উদ্ধার করা হয়েছে বলে জানিয়েছে পুলিশ। গতকাল বৃহস্পতিবার দুপুরে ভোলা পুলিশ সুপারের কার্যালয়ে এক সংবাদ সম্মেলনে এসব তথ্য জানান অতিরিক্ত পুলিশ সুপার মো. ফরহান সরদার। বিশাল নেটওয়ার্ক। জিজ্ঞাসাবাদে আবিরের কাছ থেকে আন্তর্জাতিক অপরাধ চক্রের বেশকিছু চাঞ্চল্যকর তথ্য উদ্ধার করা হয়েছে বলে জানিয়েছে পুলিশ। গতকাল বৃহস্পতিবার দুপুরে ভোলা — [1147, 1974, 1492, 2315]
issue-date: শুক্রবার ১৮ ফেব্রুয়ারি ২০২২ ৫ ফাল্গুন ১৪২৮ — [123, 64, 324, 108]
article-body: ৫৭০ জনে। শনাক্তের হার দাঁড়িয়েছে ১০ দশমিক শতাংশে। বুধবার করোনায় আক্রান্ত হয়ে ১৫ জনের মৃত্যু হয়েছিল। শনাক্ত হয়েছিল ৩ হাজার ৯২৯ জনের। দেশে করোনাভাইরাসের প্রথম সংক্রমণ ধরা পড়েছিল ২০২০ সালের ৮ মার্চ। প্রথম রোগী শনাক্তের ১০ দিন পর ওই বছরের ১৮ মার্চ দেশে প্রথম মৃত্যুর তথ্য নিশ্চিত করে স্বাস্থ্য অধিদপ্তর। ৫৭০ জনে। শনাক্তের হার দাঁড়িয়েছে ১০ দশমিক শতাংশে। বুধবার করোনায় আক্রান্ত হয়ে ১৫ জনের মৃত্যু হয়েছিল। শনাক্ত হয়েছিল ৩ হাজার ৯২৯ জনের। দেশে করোনাভাইরাসের প্রথম সংক্রমণ ধরা পড়েছিল ২০২০ সালের ৮ মার্চ। প্রথম রোগী শনাক্তের ১০ দিন পর ওই বছরের ১৮ মার্চ দেশে প্রথম মৃত্যুর তথ্য নিশ্চিত করে স্বাস্থ্য অধিদপ্তর। ৫৭০ জনে। শনাক্তের হার দাঁড়িয়েছে ১০ দশমিক শতাংশে। বুধবার করোনায় আক্রান্ত হয়ে ১৫ জনের মৃত্যু হয়েছিল। শনাক্ত হয়েছিল ৩ হাজার ৯২৯ জনের। দেশে করোনাভাইরাসের প্রথম সংক্রমণ ধরা — [603, 1305, 949, 1530]
headline: দর্শনার্থীদের — [454, 126, 549, 151]
ad-product-name: World Famous “হাশমে জোয়ানী” — [151, 2098, 408, 2117]
article — [964, 1484, 1132, 1880]
ad-doctor-line: সরাসরি কথা বলুন- প্রফেসর আর.কে. ধর চৌধুরী (যৌন রোগ বিশেষজ্ঞ) (স্বর্ণপদকপ্রাপ্ত) — [147, 2074, 581, 2097]
article: স্বাস্থ্য পরীক্ষার নামে গোপন প্রথম পাতার পর দিত। অষ্টম শ্রেণি পর্যন্ত পড়ুয়া ফাহাদ দেশি-বিদেশি বিভিন্ন প্রতিষ্ঠানে মোটা অংকের বেতনে চাকরির বিজ্ঞাপন দিয়ে চাকরি প্রত্যাশীদের ফাঁদে ফেলত। এ ফাঁদে পা দিয়ে শতাধিক নারী প্রতারণার শিকার হয়েছেন। প্রতারণার ‘শিকার’ কয়েকজন নারীর কাছ থেকে অভিযোগ পাওয়ার পর র‌্যাব তদন্তে নামে। দিত। অষ্টম শ্রেণি পর্যন্ত পড়ুয়া ফাহাদ দেশি-বিদেশি বিভিন্ন প্রতিষ্ঠানে মোটা অংকের বেতনে চাকরির বিজ্ঞাপন দিয়ে চাকরি প্রত্যাশীদের ফাঁদে ফেলত। এ ফাঁদে পা দিয়ে শতাধিক নারী প্রতারণার শিকার হয়েছেন। প্রতারণার ‘শিকার’ কয়েকজন নারীর কাছ থেকে অভিযোগ পাওয়ার পর র‌্যাব তদন্তে নামে। দিত। অষ্টম শ্রেণি পর্যন্ত পড়ুয়া ফাহাদ দেশি-বিদেশি বিভিন্ন প্রতিষ্ঠানে মোটা অংকের বেতনে চাকরির বিজ্ঞাপন দিয়ে চাকরি প্রত্যাশীদের ফাঁদে ফেলত। এ ফাঁদে পা — [1147, 1719, 1492, 1972]
article: কলেজছাত্রীকে ধর্ষণের ঘটনায় প্রথম পাতার পর হাজারীবাগ থানায় রাখা হয়েছে। শুক্রবার তাদের কোর্টে তোলা হবে। রাজধানীর লালবাগে আলোচিত গণধর্ষণের শিকার তরুণীকে নেশাজাতীয় দ্রব্য খাওয়ানো হয়। পরে চার দিন ধরে আটকে রেখে তার ওপর নির্যাতন চালায় অভিযুক্তরা। এ অভিযোগের ভিত্তিতে গতকাল বৃহস্পতিবার ভোরে লালবাগ এলাকা থেকে প্রধান অভিযুক্তকে আটক করেছে র‌্যাব। হাজারীবাগ থানায় রাখা হয়েছে। শুক্রবার তাদের কোর্টে তোলা হবে। রাজধানীর লালবাগে আলোচিত গণধর্ষণের শিকার তরুণীকে নেশাজাতীয় দ্রব্য খাওয়ানো হয়। পরে চার দিন ধরে আটকে রেখে তার ওপর নির্যাতন চালায় অভিযুক্তরা। এ অভিযোগের ভিত্তিতে গতকাল বৃহস্পতিবার ভোরে লালবাগ এলাকা থেকে প্রধান অভিযুক্তকে আটক করেছে র‌্যাব। হাজারীবাগ থানায় রাখা হয়েছে। শুক্রবার তাদের কোর্টে তোলা হবে। রাজধানীর লালবাগে আলোচিত গণধর্ষণের শিকার তরুণীকে নেশাজাতীয় দ্রব্য খাওয়ানো হয়। পরে চার দিন ধরে আটকে রেখে তার ওপর নির্যাতন চালায় অভিযুক্তরা। এ অভিযোগের ভিত্তিতে গতকাল বৃহস্পতিবার ভোরে লালবাগ এলাকা থেকে প্রধান অভিযুক্তকে আটক করেছে র‌্যাব। হাজারীবাগ থানায় রাখা হয়েছে। শুক্রবার তাদের কোর্টে তোলা হবে। রাজধানীর লালবাগে আলোচিত গণধর্ষণের শিকার তরুণীকে নেশাজাতীয় দ্রব্য খাওয়ানো হয়। পরে চার দিন ধরে আটকে রেখে তার ওপর নির্যাতন চালায় অভিযুক্তরা। এ অভিযোগের ভিত্তিতে গতকাল বৃহস্পতিবার ভোরে লালবাগ এলাকা থেকে প্রধান অভিযুক্তকে আটক করেছে র‌্যাব। হাজারীবাগ থানায় রাখা হয়েছে। শুক্রবার তাদের কোর্টে তোলা হবে। রাজধানীর লালবাগে আলোচিত গণধর্ষণের শিকার তরুণীকে নেশাজাতীয় দ্রব্য খাওয়ানো হয়। পরে চার দিন ধরে আটকে রেখে তার ওপর নির্যাতন চালায় অভিযুক্তরা। এ অভিযোগের ভিত্তিতে গতকাল বৃহস্পতিবার ভোরে লালবাগ এলাকা থেকে প্রধান অভিযুক্তকে আটক করেছে র‌্যাব। হাজারীবাগ থানায় রাখা হয়েছে। শুক্রবার তাদের কোর্টে তোলা হবে। রাজধানীর লালবাগে আলোচিত গণধর্ষণের শিকার তরুণীকে নেশাজাতীয় দ্রব্য খাওয়ানো হয়। পরে চার দিন ধরে আটকে রেখে তার ওপর নির্যাতন চালায় অভিযুক্তরা। এ অভিযোগের ভিত্তিতে — [59, 798, 406, 1360]
page-header — [56, 53, 1495, 117]
article — [1147, 1495, 1492, 1708]
advertisement — [59, 1983, 583, 2314]
newspaper-logo: অন্যায়ের মুখপত্র ভোরের দর্পণ — [1280, 59, 1476, 107]
article-body: দিত। অষ্টম শ্রেণি পর্যন্ত পড়ুয়া ফাহাদ দেশি-বিদেশি বিভিন্ন প্রতিষ্ঠানে মোটা অংকের বেতনে চাকরির বিজ্ঞাপন দিয়ে চাকরি প্রত্যাশীদের ফাঁদে ফেলত। এ ফাঁদে পা দিয়ে শতাধিক নারী প্রতারণার শিকার হয়েছেন। প্রতারণার ‘শিকার’ কয়েকজন নারীর কাছ থেকে অভিযোগ পাওয়ার পর র‌্যাব তদন্তে নামে। দিত। অষ্টম শ্রেণি পর্যন্ত পড়ুয়া ফাহাদ দেশি-বিদেশি বিভিন্ন প্রতিষ্ঠানে মোটা অংকের বেতনে চাকরির বিজ্ঞাপন দিয়ে চাকরি প্রত্যাশীদের ফাঁদে ফেলত। এ ফাঁদে পা দিয়ে শতাধিক নারী প্রতারণার শিকার হয়েছেন। প্রতারণার ‘শিকার’ কয়েকজন নারীর কাছ থেকে অভিযোগ পাওয়ার পর র‌্যাব তদন্তে নামে। দিত। অষ্টম শ্রেণি পর্যন্ত পড়ুয়া ফাহাদ দেশি-বিদেশি বিভিন্ন প্রতিষ্ঠানে মোটা অংকের বেতনে চাকরির বিজ্ঞাপন দিয়ে চাকরি প্রত্যাশীদের ফাঁদে ফেলত। এ ফাঁদে পা — [1147, 1767, 1492, 1957]
article: ফার্মেসিতে নারীর প্রথম পাতার পর জানতে পারেন তিনি পরিবার নিয়ে ভেরে পালিয়ে গেছেন। পরে গতকাল বৃহস্পতিবার বেলা ১১টার দিকে উপজেলা নির্বাহী কর্মকর্তার উপস্থিতিতে পুলিশ অভি মেডিক্যাল হলের তালা ভেঙে ভেতরে বিছানার চাদর দিয়ে মোড়ানো অর্ধ-গলিত লাশ উদ্ধার করে। জানতে পারেন তিনি পরিবার নিয়ে ভেরে পালিয়ে গেছেন। পরে গতকাল বৃহস্পতিবার বেলা ১১টার দিকে উপজেলা নির্বাহী কর্মকর্তার উপস্থিতিতে পুলিশ অভি মেডিক্যাল হলের — [964, 1187, 1132, 1481]
headline: গুম-অপহরণের ঘটনা ফের — [651, 1949, 901, 1977]
article-body: আসে না। এবার সব মহলের কাছে গ্রহণযোগ্য নির্বাচন কমিশন গঠন হবে। যার মাধ্যমে অবাধ ও নিরপেক্ষ নির্বাচন অনুষ্ঠিত হবে। শহরের জেলা স্কুল মাঠে অনুষ্ঠিত সম্মেলনে খানামন্ত্রী মুক্তিযোদ্ধা সাধন চন্দ্র মজুমদার এমপি প্রধান অতিথি ছিলেন। পূর্ণাঙ্গ কমিটি এখনও ঘোষণা করা হয় নি। আসে না। এবার সব মহলের কাছে গ্রহণযোগ্য নির্বাচন কমিশন গঠন হবে। যার মাধ্যমে অবাধ ও নিরপেক্ষ নির্বাচন অনুষ্ঠিত হবে। শহরের জেলা স্কুল মাঠে অনুষ্ঠিত সম্মেলনে খানামন্ত্রী মুক্তিযোদ্ধা — [420, 1695, 583, 1956]
headline: কলেজছাত্রীকে ধর্ষণের ঘটনায় — [91, 798, 374, 827]
headline: মালদ্বীপ সফরে ব্যস্ত সময় কাটালেন বাংলাদেশ সেনাবাহিনী প্রধান — [1180, 125, 1460, 227]
headline: প্রেমের টানে সীমান্ত — [965, 586, 1130, 611]
headline: বিপিএল শিরোপা কার? — [666, 1541, 886, 1570]
article-body: পেনশনের আওতায় আনার পরিকল্পনা সভারোর কথা এর আগে মন্ত্রী মান্নান এক অনুষ্ঠানে জানিয়েছিলেন। এর আগে ২০১৬ সালের বাজেট বক্তৃতায় সরকারির পাশাপাশি বেসরকারি খাতকেও পেনশনের আওতায় আনার চিন্তার কথা বলেছিলেন তৎকালীন অর্থমন্ত্রী আবুল মাল আবদুল মুহিত। তিনি তখন বলেছিলেন, দেশের কর্মক্ষম জনগোষ্ঠীর মাত্র ৫ শতাংশ সরকারি চাকরিতে নিয়োজিত, তারাই পেনশন সুবিধা পান। পেনশনের আওতায় আনার পরিকল্পনা সভারোর কথা এর আগে মন্ত্রী মান্নান এক অনুষ্ঠানে জানিয়েছিলেন। এর আগে ২০১৬ সালের বাজেট — [59, 173, 406, 311]
headline: ৭১২তম দিনে ২০ মৃত্যু — [668, 1256, 884, 1285]
article: ৭১২তম দিনে ২০ মৃত্যু প্রথম পাতার পর ৫৭০ জনে। শনাক্তের হার দাঁড়িয়েছে ১০ দশমিক শতাংশে। বুধবার করোনায় আক্রান্ত হয়ে ১৫ জনের মৃত্যু হয়েছিল। শনাক্ত হয়েছিল ৩ হাজার ৯২৯ জনের। দেশে করোনাভাইরাসের প্রথম সংক্রমণ ধরা পড়েছিল ২০২০ সালের ৮ মার্চ। প্রথম রোগী শনাক্তের ১০ দিন পর ওই বছরের ১৮ মার্চ দেশে প্রথম মৃত্যুর তথ্য নিশ্চিত করে স্বাস্থ্য অধিদপ্তর। ৫৭০ জনে। শনাক্তের হার দাঁড়িয়েছে ১০ দশমিক শতাংশে। বুধবার করোনায় আক্রান্ত হয়ে ১৫ জনের মৃত্যু হয়েছিল। শনাক্ত হয়েছিল ৩ হাজার ৯২৯ জনের। দেশে করোনাভাইরাসের প্রথম সংক্রমণ ধরা পড়েছিল ২০২০ সালের ৮ মার্চ। প্রথম রোগী শনাক্তের ১০ দিন পর ওই বছরের ১৮ মার্চ দেশে প্রথম মৃত্যুর তথ্য নিশ্চিত করে স্বাস্থ্য অধিদপ্তর। ৫৭০ জনে। শনাক্তের হার দাঁড়িয়েছে ১০ দশমিক শতাংশে। বুধবার করোনায় আক্রান্ত হয়ে ১৫ জনের মৃত্যু হয়েছিল। শনাক্ত হয়েছিল ৩ হাজার ৯২৯ জনের। দেশে করোনাভাইরাসের প্রথম সংক্রমণ ধরা — [603, 1256, 949, 1539]
headline: একুশে পদক — [451, 814, 552, 839]
article: বিএনপি নাম না প্রথম পাতার পর আসে না। এবার সব মহলের কাছে গ্রহণযোগ্য নির্বাচন কমিশন গঠন হবে। যার মাধ্যমে অবাধ ও নিরপেক্ষ নির্বাচন অনুষ্ঠিত হবে। শহরের জেলা স্কুল মাঠে অনুষ্ঠিত সম্মেলনে খানামন্ত্রী মুক্তিযোদ্ধা সাধন চন্দ্র মজুমদার এমপি প্রধান অতিথি ছিলেন। পূর্ণাঙ্গ কমিটি এখনও ঘোষণা করা হয় নি। আসে না। এবার সব মহলের কাছে গ্রহণযোগ্য নির্বাচন কমিশন গঠন হবে। যার মাধ্যমে অবাধ ও নিরপেক্ষ নির্বাচন অনুষ্ঠিত হবে। শহরের জেলা স্কুল মাঠে অনুষ্ঠিত সম্মেলনে খানামন্ত্রী মুক্তিযোদ্ধা — [420, 1649, 583, 1969]
article: দর্শনার্থীদের প্রথম পাতার পর জুড়ে মানুষের জটলা, আড্ডা, ঘোরাঘুরি। পরিবার, স্বজন, বন্ধু-বান্ধব কিংবা দলবদ্ধভাবে সবাই ঢুকছে বইমেলা প্রাঙ্গণে। মেলায় অংশগ্রহণকারী বাংলা একাডেমির অংশ থেকে ঘুরে সোহরাওয়ার্দী উদ্যান অংশে প্রবেশ করছেন। দর্শনার্থীরা জানান, বইমেলায় বাংলা একাডেমির অংশ থেকে সোহরাওয়ার্দী উদ্যান অংশেই বেশি স্বাচ্ছন্দ্যবোধ করেন তারা। জুড়ে মানুষের জটলা, আড্ডা, ঘোরাঘুরি। পরিবার, স্বজন, বন্ধু-বান্ধব কিংবা দলবদ্ধভাবে সবাই ঢুকছে বইমেলা প্রাঙ্গণে। মেলায় অংশগ্রহণকারী বাংলা একাডেমির অংশ থেকে ঘুরে সোহরাওয়ার্দী উদ্যান অংশে প্রবেশ করছেন। দর্শনার্থীরা জানান, বইমেলায় বাংলা একাডেমির অংশ থেকে সোহরাওয়ার্দী উদ্যান অংশেই বেশি স্বাচ্ছন্দ্যবোধ করেন তারা। জুড়ে মানুষের জটলা, আড্ডা, ঘোরাঘুরি। পরিবার, স্বজন, বন্ধু-বান্ধব কিংবা দলবদ্ধভাবে সবাই ঢুকছে বইমেলা প্রাঙ্গণে। মেলায় অংশগ্রহণকারী বাংলা একাডেমির অংশ থেকে ঘুরে সোহরাওয়ার্দী উদ্যান অংশে প্রবেশ করছেন। দর্শনার্থীরা জানান, বইমেলায় বাংলা একাডেমির অংশ থেকে সোহরাওয়ার্দী উদ্যান অংশেই বেশি স্বাচ্ছন্দ্যবোধ করেন তারা। জুড়ে মানুষের জটলা, আড্ডা, ঘোরাঘুরি। পরিবার, স্বজন, বন্ধু-বান্ধব কিংবা দলবদ্ধভাবে সবাই — [420, 125, 583, 809]
article — [1147, 755, 1492, 1013]
article: খুলছে স্কুল-কলেজ প্রথম পাতার পর নেওয়া হচ্ছে। এ বিষয়ে ডব্লিউএইচও (হু) কাজ করছে। তার অনুমোদন দিলে এবং স্বাস্থ্য মন্ত্রণালয়ের নির্দেশনা পেলে টিকাদান কার্যক্রম শুরু হবে। ইতোমধ্যে প্রাথমিক ও গণশিক্ষা মন্ত্রণালয় শিক্ষার্থীদের তালিকা প্রস্তুত করছে। তিনি বলেন, যেহেতু করোনার কারণে গত এক মাস বন্ধ ছিল তাই সেই জায়গা থেকে আবার শুরু করবো। নেওয়া হচ্ছে। এ বিষয়ে ডব্লিউএইচও (হু) কাজ করছে। তার অনুমোদন দিলে এবং স্বাস্থ্য মন্ত্রণালয়ের নির্দেশনা পেলে টিকাদান কার্যক্রম শুরু হবে। ইতোমধ্যে প্রাথমিক ও গণশিক্ষা মন্ত্রণালয় শিক্ষার্থীদের তালিকা প্রস্তুত করছে। তিনি বলেন, যেহেতু করোনার কারণে গত এক মাস বন্ধ ছিল তাই সেই জায়গা থেকে আবার শুরু করবো। নেওয়া হচ্ছে। এ বিষয়ে ডব্লিউএইচও (হু) কাজ করছে। তার অনুমোদন দিলে এবং স্বাস্থ্য মন্ত্রণালয়ের নির্দেশনা পেলে টিকাদান কার্যক্রম শুরু হবে। ইতোমধ্যে প্রাথমিক ও গণশিক্ষা মন্ত্রণালয় শিক্ষার্থীদের তালিকা প্রস্তুত করছে। তিনি বলেন, যেহেতু করোনার কারণে গত এক মাস বন্ধ ছিল তাই সেই জায়গা থেকে আবার শুরু করবো। নেওয়া হচ্ছে। এ বিষয়ে ডব্লিউএইচও (হু) কাজ করছে। তার অনুমোদন দিলে এবং স্বাস্থ্য মন্ত্রণালয়ের নির্দেশনা পেলে টিকাদান কার্যক্রম শুরু হবে। ইতোমধ্যে প্রাথমিক ও গণশিক্ষা মন্ত্রণালয় শিক্ষার্থীদের তালিকা প্রস্তুত করছে। তিনি বলেন, যেহেতু করোনার কারণে গত এক মাস বন্ধ ছিল তাই সেই জায়গা থেকে আবার শুরু করবো। নেওয়া হচ্ছে। এ বিষয়ে ডব্লিউএইচও (হু) কাজ করছে। তার অনুমোদন দিলে এবং স্বাস্থ্য মন্ত্রণালয়ের নির্দেশনা পেলে টিকাদান কার্যক্রম শুরু হবে। ইতোমধ্যে প্রাথমিক ও গণশিক্ষা মন্ত্রণালয় শিক্ষার্থীদের তালিকা প্রস্তুত করছে। তিনি — [59, 325, 406, 795]
byline: স্টাফ রিপোর্টার — [1147, 1086, 1224, 1101]
ad-price: মূল্যঃ ৭৫০/- — [250, 2261, 323, 2278]
article-body: এবং একটি ড্র করেছে। এরপর প্রথম কোয়ালিফাইয়ারে কুমিল্লাকে ১০ রানে হারিয়ে সরাসরি ফাইনালের টিকিট পায় বরিশাল। গ্রুপ পর্বে বরিশালের দু’টি হারের একটি ছিলো কুমিল্লা ভিক্টোরিয়ান্সের কাছে। শেষ ম্যাচে চট্টগ্রাম চ্যালেঞ্জার্সের বিপক্ষে কুমিল্লা জয়টি আত্মবিশ্বাস দিয়েছে। এবং একটি ড্র করেছে। এরপর প্রথম কোয়ালিফাইয়ারে কুমিল্লাকে ১০ রানে হারিয়ে সরাসরি ফাইনালের টিকিট পায় বরিশাল। গ্রুপ পর্বে বরিশালের দু’টি হারের একটি ছিলো কুমিল্লা ভিক্টোরিয়ান্সের কাছে। শেষ ম্যাচে চট্টগ্রাম চ্যালেঞ্জার্সের বিপক্ষে কুমিল্লা জয়টি আত্মবিশ্বাস দিয়েছে। এবং একটি ড্র করেছে। এরপর প্রথম কোয়ালিফাইয়ারে কুমিল্লাকে ১০ রানে হারিয়ে সরাসরি ফাইনালের টিকিট পায় বরিশাল। গ্রুপ পর্বে বরিশালের দু’টি হারের একটি ছিলো কুমিল্লা ভিক্টোরিয়ান্সের কাছে। শেষ ম্যাচে চট্টগ্রাম চ্যালেঞ্জার্সের বিপক্ষে কুমিল্লা জয়টি আত্মবিশ্বাস দিয়েছে। এবং একটি ড্র করেছে। এরপর প্রথম কোয়ালিফাইয়ারে কুমিল্লাকে ১০ রানে হারিয়ে সরাসরি ফাইনালের টিকিট পায় বরিশাল। গ্রুপ পর্বে বরিশালের দু’টি হারের একটি ছিলো কুমিল্লা ভিক্টোরিয়ান্সের কাছে। শেষ ম্যাচে চট্টগ্রাম চ্যালেঞ্জার্সের বিপক্ষে কুমিল্লা জয়টি আত্মবিশ্বাস দিয়েছে। এবং একটি ড্র করেছে। এরপর প্রথম কোয়ালিফাইয়ারে কুমিল্লাকে ১০ রানে হারিয়ে সরাসরি ফাইনালের টিকিট পায় বরিশাল। গ্রুপ পর্বে বরিশালের দু’টি হারের একটি ছিলো কুমিল্লা ভিক্টোরিয়ান্সের কাছে। শেষ ম্যাচে চট্টগ্রাম চ্যালেঞ্জার্সের বিপক্ষে কুমিল্লা জয়টি আত্মবিশ্বাস দিয়েছে। — [603, 1590, 949, 1939]
article-body: ডিরেক্টরের শ্বশুর-শাশুড়ি, ভাই-বোন আদালতে সশরীরে হাজির হন। তারা আদালতকে জানান, ইভ্যালি পুনর্গঠনের জন্য কাজ করছেন তারা। যারা ইভ্যালির কাছে টাকা-পয়সা ও পণ্য পাবেন সেগুলো ফেরত দেওয়ার বিষয়ে পদক্ষেপ নিতে চান তারা। ডিরেক্টরের শ্বশুর-শাশুড়ি, ভাই-বোন আদালতে সশরীরে হাজির হন। তারা আদালতকে জানান, ইভ্যালি পুনর্গঠনের জন্য কাজ করছেন তারা। যারা ইভ্যালির কাছে টাকা-পয়সা ও পণ্য পাবেন সেগুলো ফেরত দেওয়ার বিষয়ে পদক্ষেপ নিতে চান তারা। ডিরেক্টরের শ্বশুর-শাশুড়ি, ভাই-বোন আদালতে সশরীরে হাজির হন। তারা আদালতকে জানান, ইভ্যালি পুনর্গঠনের জন্য কাজ করছেন তারা। যারা ইভ্যালির কাছে টাকা-পয়সা ও পণ্য পাবেন সেগুলো ফেরত দেওয়ার বিষয়ে — [964, 171, 1132, 573]
doctor-photo — [65, 2078, 144, 2200]
headline: প্রদীপের স্ত্রীর অবৈধ সম্পদের মামলায় সাক্ষ্যগ্রহণ — [1161, 1499, 1479, 1559]
headline: শরীফের চাকরিচ্যুতি নিয়ে দুদকে — [627, 125, 925, 153]
ad-title: হতাশাময় যৌন জীবনে চিরস্থায়ী আশা — [65, 1990, 577, 2030]
article-body: নেওয়া হচ্ছে। এ বিষয়ে ডব্লিউএইচও (হু) কাজ করছে। তার অনুমোদন দিলে এবং স্বাস্থ্য মন্ত্রণালয়ের নির্দেশনা পেলে টিকাদান কার্যক্রম শুরু হবে। ইতোমধ্যে প্রাথমিক ও গণশিক্ষা মন্ত্রণালয় শিক্ষার্থীদের তালিকা প্রস্তুত করছে। তিনি বলেন, যেহেতু করোনার কারণে গত এক মাস বন্ধ ছিল তাই সেই জায়গা থেকে আবার শুরু করবো। নেওয়া হচ্ছে। এ বিষয়ে ডব্লিউএইচও (হু) কাজ করছে। তার অনুমোদন দিলে এবং স্বাস্থ্য মন্ত্রণালয়ের নির্দেশনা পেলে টিকাদান কার্যক্রম শুরু হবে। ইতোমধ্যে প্রাথমিক ও গণশিক্ষা মন্ত্রণালয় শিক্ষার্থীদের তালিকা প্রস্তুত করছে। তিনি বলেন, যেহেতু করোনার কারণে গত এক মাস বন্ধ ছিল তাই সেই জায়গা থেকে আবার শুরু করবো। নেওয়া হচ্ছে। এ বিষয়ে ডব্লিউএইচও (হু) কাজ করছে। তার অনুমোদন দিলে এবং স্বাস্থ্য মন্ত্রণালয়ের নির্দেশনা পেলে টিকাদান কার্যক্রম শুরু হবে। ইতোমধ্যে প্রাথমিক ও গণশিক্ষা মন্ত্রণালয় শিক্ষার্থীদের তালিকা প্রস্তুত করছে। তিনি বলেন, যেহেতু করোনার কারণে গত এক মাস বন্ধ ছিল তাই সেই জায়গা থেকে আবার শুরু করবো। নেওয়া হচ্ছে। এ বিষয়ে ডব্লিউএইচও (হু) কাজ করছে। তার অনুমোদন দিলে এবং স্বাস্থ্য মন্ত্রণালয়ের নির্দেশনা পেলে টিকাদান কার্যক্রম শুরু হবে। ইতোমধ্যে প্রাথমিক ও গণশিক্ষা মন্ত্রণালয় শিক্ষার্থীদের তালিকা প্রস্তুত করছে। তিনি বলেন, যেহেতু করোনার কারণে গত এক মাস বন্ধ ছিল তাই সেই জায়গা থেকে আবার শুরু করবো। নেওয়া হচ্ছে। এ বিষয়ে ডব্লিউএইচও (হু) কাজ করছে। তার অনুমোদন দিলে এবং স্বাস্থ্য মন্ত্রণালয়ের নির্দেশনা পেলে টিকাদান কার্যক্রম শুরু হবে। ইতোমধ্যে প্রাথমিক ও গণশিক্ষা মন্ত্রণালয় শিক্ষার্থীদের তালিকা প্রস্তুত করছে। তিনি — [59, 374, 406, 776]
byline: স্টাফ রিপোর্টার — [1147, 559, 1224, 574]
article-body: জুড়ে মানুষের জটলা, আড্ডা, ঘোরাঘুরি। পরিবার, স্বজন, বন্ধু-বান্ধব কিংবা দলবদ্ধভাবে সবাই ঢুকছে বইমেলা প্রাঙ্গণে। মেলায় অংশগ্রহণকারী বাংলা একাডেমির অংশ থেকে ঘুরে সোহরাওয়ার্দী উদ্যান অংশে প্রবেশ করছেন। দর্শনার্থীরা জানান, বইমেলায় বাংলা একাডেমির অংশ থেকে সোহরাওয়ার্দী উদ্যান অংশেই বেশি স্বাচ্ছন্দ্যবোধ করেন তারা। জুড়ে মানুষের জটলা, আড্ডা, ঘোরাঘুরি। পরিবার, স্বজন, বন্ধু-বান্ধব কিংবা দলবদ্ধভাবে সবাই ঢুকছে বইমেলা প্রাঙ্গণে। মেলায় অংশগ্রহণকারী বাংলা একাডেমির অংশ থেকে ঘুরে সোহরাওয়ার্দী উদ্যান অংশে প্রবেশ করছেন। দর্শনার্থীরা জানান, বইমেলায় বাংলা একাডেমির অংশ থেকে সোহরাওয়ার্দী উদ্যান অংশেই বেশি স্বাচ্ছন্দ্যবোধ করেন তারা। জুড়ে মানুষের জটলা, আড্ডা, ঘোরাঘুরি। পরিবার, স্বজন, বন্ধু-বান্ধব কিংবা দলবদ্ধভাবে সবাই ঢুকছে বইমেলা প্রাঙ্গণে। মেলায় অংশগ্রহণকারী বাংলা একাডেমির অংশ থেকে ঘুরে সোহরাওয়ার্দী উদ্যান অংশে প্রবেশ করছেন। দর্শনার্থীরা জানান, বইমেলায় বাংলা একাডেমির অংশ থেকে সোহরাওয়ার্দী উদ্যান অংশেই বেশি স্বাচ্ছন্দ্যবোধ করেন তারা। জুড়ে মানুষের জটলা, আড্ডা, ঘোরাঘুরি। পরিবার, স্বজন, বন্ধু-বান্ধব কিংবা দলবদ্ধভাবে সবাই — [420, 171, 583, 803]
headline: ষাটোর্ধ্বরা পাবেন পেনশন — [113, 125, 352, 153]
ad-band: স্বপ্ন নয়, সত্যি “নিগ্রো স্পেন্ডা” ব্যবহার আসলেই ৭ দিনে বিশেষাঙ্গ বড় করা সম্ভব — [85, 2209, 557, 2226]
article-body: গাড়িতে তোলেন বাপ্পা। ফুলের চাদরে সাজানো শিল্পীর দেহ নিয়ে ভিলে পার্লের পবনহংস শ্মশানের উদ্দেশে রওনা হয় শববাহী গাড়ি। শেষযাত্রায় পা মিলিয়েছেন বন্ধু-অনুরাগীরা। ২০২০ সালে বাগি-৩ এর জন্য শেষ সুর করেছেন তিনি। গাড়িতে তোলেন বাপ্পা। ফুলের চাদরে সাজানো শিল্পীর দেহ নিয়ে ভিলে পার্লের পবনহংস শ্মশানের উদ্দেশে রওনা হয় শববাহী গাড়ি। শেষযাত্রায় পা মিলিয়েছেন — [964, 1930, 1132, 2138]
article: অর্ধেক শেয়ার প্রথম পাতার পর ডিরেক্টরের শ্বশুর-শাশুড়ি, ভাই-বোন আদালতে সশরীরে হাজির হন। তারা আদালতকে জানান, ইভ্যালি পুনর্গঠনের জন্য কাজ করছেন তারা। যারা ইভ্যালির কাছে টাকা-পয়সা ও পণ্য পাবেন সেগুলো ফেরত দেওয়ার বিষয়ে পদক্ষেপ নিতে চান তারা। ডিরেক্টরের শ্বশুর-শাশুড়ি, ভাই-বোন আদালতে সশরীরে হাজির হন। তারা আদালতকে জানান, ইভ্যালি পুনর্গঠনের জন্য কাজ করছেন তারা। যারা ইভ্যালির কাছে টাকা-পয়সা ও পণ্য পাবেন সেগুলো ফেরত দেওয়ার বিষয়ে পদক্ষেপ নিতে চান তারা। ডিরেক্টরের শ্বশুর-শাশুড়ি, ভাই-বোন আদালতে সশরীরে হাজির হন। তারা আদালতকে জানান, ইভ্যালি পুনর্গঠনের জন্য কাজ করছেন তারা। যারা ইভ্যালির কাছে টাকা-পয়সা ও পণ্য পাবেন সেগুলো ফেরত দেওয়ার বিষয়ে — [964, 125, 1132, 583]
ad-product-text: ইহা সেবন মাত্রই অক্ষম, দুর্বল, হতাশ ও বলবীর্যহীন পুরুষকে করে সিংহের মত শক্তিশালী। মিলনে ৩০-৩৫ মিনিট স্থায়ীত্ব এবং বারবার মিলনের আকাঙ্ক্ষা বৃদ্ধির মাধ্যমে পুরুষকে নারীর কাছে আরো আকর্ষণীয় করে তুলে। পার্শ্ব প্রতিক্রিয়ামুক্ত। মূল্যঃ ৮৫০/- (এক ফাইলেই যথেষ্ট)। — [151, 2103, 570, 2165]
ad-title: বয়স্ক হবে যুবকের ন্যায় রবে ভালবাসা — [67, 2033, 575, 2073]
article-body: কক্সবাজারের উখিয়া-টেকনাফ রোহিঙ্গা ক্যাম্প থেকে নিয়ে আসা আরও ১ হাজার ৯০৪ রোহিঙ্গাকে ভাসানচরে পাঠানো হয়েছে। এখন পর্যন্ত ১১ দফায় ১৯ হাজার ৩০৫ জনকে ভাসানচরে নেওয়া হয়েছে। এর আগে গত ৩০ জানুয়ারি দশম দফায় ১ হাজার ২৮৮ জন রোহিঙ্গাকে ভাসানচরে নেওয়া হয়। — [1147, 1406, 1492, 1491]
headline: স্বাস্থ্য পরীক্ষার নামে গোপন — [1194, 1719, 1446, 1747]
article — [1147, 125, 1492, 487]
article-body: কোনো রাজনৈতিক কর্মসূচি গ্রহণ না করে বিএনপি নেতারা জাতীয় গুরুত্বপূর্ণ ইস্যুতে লাগাতারভাবে দায়িত্বজ্ঞানহীন বক্তব্য দিয়ে চলেছে। ষড়যন্ত্রের মাধ্যমে ক্ষমতা দখলে উন্মত্ত বিএনপি নেতৃবৃন্দের এমন নির্লজ্জ ও বেপরোয়া আচরণ বারবারের ন্যায় জাতি এবারও প্রত্যক্ষ করছে। আমরা মুক্তিযুদ্ধের চেতনা ও গণতান্ত্রিক মূল্যবোধকে সমুন্নত রাখতে বদ্ধপরিকর। কোনো রাজনৈতিক কর্মসূচি গ্রহণ না করে বিএনপি নেতারা জাতীয় গুরুত্বপূর্ণ ইস্যুতে লাগাতারভাবে দায়িত্বজ্ঞানহীন বক্তব্য দিয়ে চলেছে। ষড়যন্ত্রের মাধ্যমে ক্ষমতা দখলে উন্মত্ত বিএনপি নেতৃবৃন্দের এমন নির্লজ্জ ও বেপরোয়া আচরণ বারবারের ন্যায় জাতি এবারও প্রত্যক্ষ করছে। আমরা মুক্তিযুদ্ধের চেতনা ও গণতান্ত্রিক মূল্যবোধকে সমুন্নত রাখতে বদ্ধপরিকর। কোনো রাজনৈতিক কর্মসূচি গ্রহণ না করে বিএনপি নেতারা জাতীয় গুরুত্বপূর্ণ ইস্যুতে লাগাতারভাবে দায়িত্বজ্ঞানহীন বক্তব্য দিয়ে চলেছে। ষড়যন্ত্রের মাধ্যমে ক্ষমতা দখলে উন্মত্ত বিএনপি নেতৃবৃন্দের এমন নির্লজ্জ ও বেপরোয়া আচরণ বারবারের ন্যায় জাতি এবারও প্রত্যক্ষ করছে। আমরা মুক্তিযুদ্ধের চেতনা ও গণতান্ত্রিক মূল্যবোধকে সমুন্নত রাখতে বদ্ধপরিকর। কোনো রাজনৈতিক কর্মসূচি গ্রহণ না করে বিএনপি নেতারা জাতীয় গুরুত্বপূর্ণ ইস্যুতে লাগাতারভাবে দায়িত্বজ্ঞানহীন বক্তব্য দিয়ে চলেছে। ষড়যন্ত্রের মাধ্যমে ক্ষমতা দখলে উন্মত্ত বিএনপি নেতৃবৃন্দের এমন নির্লজ্জ ও বেপরোয়া আচরণ বারবারের ন্যায় জাতি এবারও প্রত্যক্ষ করছে। আমরা মুক্তিযুদ্ধের চেতনা ও গণতান্ত্রিক মূল্যবোধকে সমুন্নত রাখতে বদ্ধপরিকর। কোনো রাজনৈতিক কর্মসূচি গ্রহণ না করে বিএনপি নেতারা জাতীয় গুরুত্বপূর্ণ ইস্যুতে লাগাতারভাবে দায়িত্বজ্ঞানহীন বক্তব্য দিয়ে চলেছে। ষড়যন্ত্রের মাধ্যমে ক্ষমতা দখলে উন্মত্ত বিএনপি নেতৃবৃন্দের এমন নির্লজ্জ ও বেপরোয়া আচরণ বারবারের ন্যায় জাতি এবারও প্রত্যক্ষ করছে। আমরা মুক্তিযুদ্ধের চেতনা ও গণতান্ত্রিক মূল্যবোধকে সমুন্নত রাখতে বদ্ধপরিকর। কোনো রাজনৈতিক কর্মসূচি গ্রহণ না করে বিএনপি নেতারা জাতীয় গুরুত্বপূর্ণ ইস্যুতে লাগাতারভাবে দায়িত্বজ্ঞানহীন বক্তব্য দিয়ে চলেছে। ষড়যন্ত্রের মাধ্যমে ক্ষমতা দখলে উন্মত্ত বিএনপি নেতৃবৃন্দের — [59, 1442, 406, 1950]
article-body: মালদ্বীপ সফরের শেষ দিনে বুধবার সেনাবাহিনী প্রধান জেনারেল এস এম শফিউদ্দিন আহমেদ মালদ্বীপ ন্যাশনাল ডিফেন্স ফোর্স (এমএনডিএফ) সদর দপ্তরে মালদ্বীপের প্রতিরক্ষামন্ত্রী মারিয়া আহমেদ দিদি এবং চিফ অব ডিফেন্স ফোর্স মেজর জেনারেল আব্দুল্লাহ শামালের সঙ্গে পৃথক দ্বিপাক্ষিক বৈঠকে মিলিত হন। মালদ্বীপ ন্যাশনাল ডিফেন্স ফোর্স (এমএনডিএফ)’র সদর দপ্তরে পৌঁছালে সেনাবাহিনী প্রধানকে গার্ড অব অনার প্রদান করা হয়। এ সময় মালদ্বীপের প্রতিরক্ষামন্ত্রী এবং চিফ অব ডিফেন্স ফোর্স সহ ঊর্ধ্বতন সামরিক কর্মকর্তাগণ সেনাবাহিনী প্রধানকে অভ্যর্থনা জানান। মালদ্বীপ সফরের শেষ দিনে বুধবার সেনাবাহিনী প্রধান জেনারেল এস এম শফিউদ্দিন আহমেদ মালদ্বীপ ন্যাশনাল ডিফেন্স ফোর্স (এমএনডিএফ) সদর দপ্তরে মালদ্বীপের প্রতিরক্ষামন্ত্রী মারিয়া আহমেদ দিদি এবং চিফ অব ডিফেন্স ফোর্স মেজর জেনারেল আব্দুল্লাহ শামালের সঙ্গে পৃথক দ্বিপাক্ষিক বৈঠকে মিলিত হন। — [1147, 247, 1492, 473]
headline: দেশের সরকারি শিশু — [680, 997, 871, 1026]
article-body: অবৈধ সম্পদ অর্জনের অভিযোগে দুদকের করা মামলায় টেকনাফের সাবেক ওসি প্রদীপ কুমার দাশের স্ত্রী চুমকি করণের বিরুদ্ধে সাক্ষ্যগ্রহণ শুরু হয়েছে। গতকাল বৃহস্পতিবার চট্টগ্রামের বিভাগীয় বিশেষ জজ মুন্সী আব্দুল মজিদের আদালতে সাক্ষ্যগ্রহণ হয়। প্রদীপের বিরুদ্ধে এ মামলায় অভিযোগ গঠনের বিপরীতে উচ্চ আদালতে করা একটি আবেদন নিষ্পত্তি না হওয়ায় তার বিরুদ্ধে সাক্ষ্যগ্রহণ হয়নি। অবৈধ সম্পদ অর্জনের অভিযোগে দুদকের করা মামলায় টেকনাফের সাবেক — [1147, 1583, 1492, 1702]
byline: চট্টগ্রাম ব্যুরো — [1147, 1388, 1215, 1404]
article-body: জয়ী হয়েছেন। প্রত্যেকটি পাবলিক পরীক্ষায় তিনি জিপিএ-৫ পেয়েছেন। এর আগে প্রধানমন্ত্রী শেখ হাসিনা ও শিক্ষামন্ত্রী ডা. দীপু মনিও তাকে ফোন দিয়ে শুভেচ্ছা জানিয়েছেন। তাই সংসদীয় কমিটির পক্ষ থেকেও তাকে শুভেচ্ছা জানানো হয়। জয়ী হয়েছেন। প্রত্যেকটি পাবলিক পরীক্ষায় তিনি জিপিএ-৫ পেয়েছেন। এর আগে প্রধানমন্ত্রী শেখ হাসিনা ও শিক্ষামন্ত্রী ডা. দীপু মনিও তাকে ফোন দিয়ে শুভেচ্ছা জানিয়েছেন। তাই সংসদীয় কমিটির পক্ষ থেকেও তাকে শুভেচ্ছা জানানো হয়। জয়ী হয়েছেন। প্রত্যেকটি পাবলিক পরীক্ষায় তিনি জিপিএ-৫ পেয়েছেন। এর আগে প্রধানমন্ত্রী শেখ হাসিনা ও শিক্ষামন্ত্রী ডা. দীপু মনিও তাকে ফোন দিয়ে শুভেচ্ছা জানিয়েছেন। তাই সংসদীয় কমিটির পক্ষ থেকেও তাকে শুভেচ্ছা জানানো হয়। জয়ী হয়েছেন। প্রত্যেকটি পাবলিক পরীক্ষায় — [603, 1045, 949, 1236]
ad-product-text: ইহা ব্যবহারে বিশেষাঙ্গ হবে বড়, লম্বা, শক্ত। ইহা H.T.H ও H.A.B হরমোন বৃদ্ধির মাধ্যমে প্যানেল টিস্যু ও বিশেষাঙ্গের মাংসপেশীকে উজ্জীবিত করে প্রবল চাপ সৃষ্টি করে ৯০% রক্ত জমাট করে এবং গোপনাঙ্গ ৬-৮ ইঞ্চি বড়, ২-৩ ইঞ্চি মোটা, লম্বা করে। ব্যবহারের সাথে সাথেই রেজাল্ট। — [66, 2234, 567, 2277]
ad-address: আর.কে. প্লাজা, পাঁচলাইশ, চট্টগ্রাম। ভিপি ও পার্সেল যোগে ঔষধ পাঠানো হয়। — [66, 2280, 279, 2310]
article: চোখের জলে প্রথম পাতার পর গাড়িতে তোলেন বাপ্পা। ফুলের চাদরে সাজানো শিল্পীর দেহ নিয়ে ভিলে পার্লের পবনহংস শ্মশানের উদ্দেশে রওনা হয় শববাহী গাড়ি। শেষযাত্রায় পা মিলিয়েছেন বন্ধু-অনুরাগীরা। ২০২০ সালে বাগি-৩ এর জন্য শেষ সুর করেছেন তিনি। গাড়িতে তোলেন বাপ্পা। ফুলের চাদরে সাজানো শিল্পীর দেহ নিয়ে ভিলে পার্লের পবনহংস শ্মশানের উদ্দেশে রওনা হয় শববাহী গাড়ি। শেষযাত্রায় পা মিলিয়েছেন — [964, 1883, 1132, 2157]
headline: ফার্মেসিতে নারীর — [976, 1187, 1119, 1212]
article-body: হাজারীবাগ থানায় রাখা হয়েছে। শুক্রবার তাদের কোর্টে তোলা হবে। রাজধানীর লালবাগে আলোচিত গণধর্ষণের শিকার তরুণীকে নেশাজাতীয় দ্রব্য খাওয়ানো হয়। পরে চার দিন ধরে আটকে রেখে তার ওপর নির্যাতন চালায় অভিযুক্তরা। এ অভিযোগের ভিত্তিতে গতকাল বৃহস্পতিবার ভোরে লালবাগ এলাকা থেকে প্রধান অভিযুক্তকে আটক করেছে র‌্যাব। হাজারীবাগ থানায় রাখা হয়েছে। শুক্রবার তাদের কোর্টে তোলা হবে। রাজধানীর লালবাগে আলোচিত গণধর্ষণের শিকার তরুণীকে নেশাজাতীয় দ্রব্য খাওয়ানো হয়। পরে চার দিন ধরে আটকে রেখে তার ওপর নির্যাতন চালায় অভিযুক্তরা। এ অভিযোগের ভিত্তিতে গতকাল বৃহস্পতিবার ভোরে লালবাগ এলাকা থেকে প্রধান অভিযুক্তকে আটক করেছে র‌্যাব। হাজারীবাগ থানায় রাখা হয়েছে। শুক্রবার তাদের কোর্টে তোলা হবে। রাজধানীর লালবাগে আলোচিত গণধর্ষণের শিকার তরুণীকে নেশাজাতীয় দ্রব্য খাওয়ানো হয়। পরে চার দিন ধরে আটকে রেখে তার ওপর নির্যাতন চালায় অভিযুক্তরা। এ অভিযোগের ভিত্তিতে গতকাল বৃহস্পতিবার ভোরে লালবাগ এলাকা থেকে প্রধান অভিযুক্তকে আটক করেছে র‌্যাব। হাজারীবাগ থানায় রাখা হয়েছে। শুক্রবার তাদের কোর্টে তোলা হবে। রাজধানীর লালবাগে আলোচিত গণধর্ষণের শিকার তরুণীকে নেশাজাতীয় দ্রব্য খাওয়ানো হয়। পরে চার দিন ধরে আটকে রেখে তার ওপর নির্যাতন চালায় অভিযুক্তরা। এ অভিযোগের ভিত্তিতে গতকাল বৃহস্পতিবার ভোরে লালবাগ এলাকা থেকে প্রধান অভিযুক্তকে আটক করেছে র‌্যাব। হাজারীবাগ থানায় রাখা হয়েছে। শুক্রবার তাদের কোর্টে তোলা হবে। রাজধানীর লালবাগে আলোচিত গণধর্ষণের শিকার তরুণীকে নেশাজাতীয় দ্রব্য খাওয়ানো হয়। পরে চার দিন ধরে আটকে রেখে তার ওপর নির্যাতন চালায় অভিযুক্তরা। এ অভিযোগের ভিত্তিতে গতকাল বৃহস্পতিবার ভোরে লালবাগ এলাকা থেকে প্রধান অভিযুক্তকে আটক করেছে র‌্যাব। হাজারীবাগ থানায় রাখা হয়েছে। শুক্রবার তাদের কোর্টে তোলা হবে। রাজধানীর লালবাগে আলোচিত গণধর্ষণের শিকার তরুণীকে নেশাজাতীয় দ্রব্য খাওয়ানো হয়। পরে চার দিন ধরে আটকে রেখে তার ওপর নির্যাতন চালায় অভিযুক্তরা। এ অভিযোগের ভিত্তিতে — [59, 846, 406, 1354]
byline: স্টাফ রিপোর্টার — [1147, 825, 1224, 840]
headline: চোখের জলে — [991, 1884, 1104, 1909]
headline: অর্ধেক শেয়ার — [990, 126, 1105, 151]
article — [1147, 1318, 1492, 1492]
headline: মৌলিক আইন — [987, 1484, 1108, 1509]
article-body: পণ্য আমদানির ঋণপত্র (এলসি) খুলে প্রতারণা ও অর্থ আত্মসাতের অভিযোগে দুর্নীতি দমন কমিশনের (দুদক) দায়ের করা মামলায় সাদিয়া ইন্টারন্যাশনালের মালিক নাজমুল হককে পাঁচ বছরের সশ্রম কারাদণ্ড দিয়েছে আদালত। গতকাল বৃহস্পতিবার ঢাকার ৯ নম্বর বিশেষ জজ আদালতের বিচারক শেখ হাফিজুর রহমান এই রায়ে নাজমুলকে কারাদণ্ডের পাশাপাশি ৫০ হাজার টাকা জরিমানা, অনাদায়ে আরও তিন মাস বিনাশ্রম কারাদণ্ড দেন। পণ্য আমদানির ঋণপত্র (এলসি) খুলে প্রতারণা ও অর্থ আত্মসাতের অভিযোগে দুর্নীতি দমন কমিশনের (দুদক) দায়ের করা মামলায় সাদিয়া ইন্টারন্যাশনালের মালিক নাজমুল হককে পাঁচ বছরের সশ্রম কারাদণ্ড দিয়েছে আদালত। গতকাল বৃহস্পতিবার ঢাকার ৯ নম্বর বিশেষ জজ আদালতের বিচারক শেখ হাফিজুর রহমান এই রায়ে নাজমুলকে কারাদণ্ডের পাশাপাশি ৫০ হাজার টাকা জরিমানা, — [1147, 1104, 1492, 1312]
article — [1147, 489, 1492, 753]
article-body: অতিথি হিসেবে ভার্চুয়ালি অংশ নেবেন প্রধানমন্ত্রী। বিভিন্ন ক্ষেত্রে অবদানের স্বীকৃতি হিসেবে চলতি বছর একুশে পদক পাচ্ছেন ২৪ জন বিশিষ্ট নাগরিক। গত ৩ ফেব্রুয়ারি এক প্রেস বিজ্ঞপ্তিতে একুশে পদকের জন্য মনোনীতদের নাম ঘোষণা করে সংস্কৃতি বিষয়ক মন্ত্রণালয়। অতিথি হিসেবে ভার্চুয়ালি অংশ নেবেন প্রধানমন্ত্রী। বিভিন্ন ক্ষেত্রে অবদানের স্বীকৃতি হিসেবে চলতি বছর একুশে পদক পাচ্ছেন ২৪ জন বিশিষ্ট নাগরিক। গত ৩ ফেব্রুয়ারি এক প্রেস বিজ্ঞপ্তিতে একুশে পদকের জন্য মনোনীতদের নাম ঘোষণা করে সংস্কৃতি বিষয়ক মন্ত্রণালয়। অতিথি হিসেবে ভার্চুয়ালি অংশ নেবেন প্রধানমন্ত্রী। বিভিন্ন ক্ষেত্রে অবদানের স্বীকৃতি হিসেবে চলতি বছর একুশে পদক পাচ্ছেন ২৪ জন বিশিষ্ট নাগরিক। গত ৩ ফেব্রুয়ারি এক প্রেস বিজ্ঞপ্তিতে একুশে পদকের জন্য মনোনীতদের নাম ঘোষণা করে সংস্কৃতি বিষয়ক মন্ত্রণালয়। অতিথি হিসেবে ভার্চুয়ালি অংশ নেবেন প্রধানমন্ত্রী। বিভিন্ন ক্ষেত্রে অবদানের স্বীকৃতি হিসেবে চলতি বছর একুশে পদক পাচ্ছেন ২৪ জন বিশিষ্ট নাগরিক। গত ৩ ফেব্রুয়ারি এক প্রেস বিজ্ঞপ্তিতে একুশে পদকের জন্য মনোনীতদের নাম ঘোষণা করে সংস্কৃতি বিষয়ক মন্ত্রণালয়। অতিথি হিসেবে ভার্চুয়ালি অংশ নেবেন প্রধানমন্ত্রী। বিভিন্ন ক্ষেত্রে অবদানের স্বীকৃতি হিসেবে চলতি বছর একুশে পদক পাচ্ছেন ২৪ জন বিশিষ্ট নাগরিক। গত ৩ ফেব্রুয়ারি এক প্রেস বিজ্ঞপ্তিতে একুশে পদকের জন্য মনোনীতদের নাম ঘোষণা করে সংস্কৃতি বিষয়ক মন্ত্রণালয়। অতিথি হিসেবে ভার্চুয়ালি অংশ নেবেন প্রধানমন্ত্রী। — [420, 859, 583, 1633]
article: প্রেমের টানে সীমান্ত প্রথম পাতার পর কিশোরীর বাড়ি ভারতের উত্তর দিনাজপুর জেলার গোয়ালপুকুর থানার হারিয়ানী গ্রামে। গত বুধবার রাতে সীমান্ত পার হয়ে বাংলাদেশে ঢোকার পর পঞ্চগড়ের তেঁতুলিয়া মডেল থানা পুলিশ তাকে আটক করে। কিশোরীর বাড়ি ভারতের উত্তর দিনাজপুর জেলার গোয়ালপুকুর থানার হারিয়ানী গ্রামে। গত বুধবার রাতে সীমান্ত পার হয়ে বাংলাদেশে ঢোকার পর পঞ্চগড়ের তেঁতুলিয়া মডেল থানা পুলিশ তাকে আটক করে। কিশোরীর বাড়ি ভারতের উত্তর দিনাজপুর জেলার গোয়ালপুকুর থানার হারিয়ানী গ্রামে। গত বুধবার রাতে সীমান্ত পার হয়ে বাংলাদেশে ঢোকার পর পঞ্চগড়ের তেঁতুলিয়া মডেল থানা পুলিশ তাকে আটক করে। কিশোরীর বাড়ি ভারতের উত্তর দিনাজপুর জেলার গোয়ালপুকুর থানার হারিয়ানী গ্রামে। গত বুধবার রাতে সীমান্ত পার হয়ে বাংলাদেশে ঢোকার পর পঞ্চগড়ের তেঁতুলিয়া মডেল থানা পুলিশ তাকে আটক করে। কিশোরীর বাড়ি ভারতের উত্তর দিনাজপুর জেলার গোয়ালপুকুর থানার হারিয়ানী গ্রামে। গত বুধবার রাতে সীমান্ত পার হয়ে বাংলাদেশে ঢোকার পর পঞ্চগড়ের তেঁতুলিয়া — [964, 586, 1132, 1184]
